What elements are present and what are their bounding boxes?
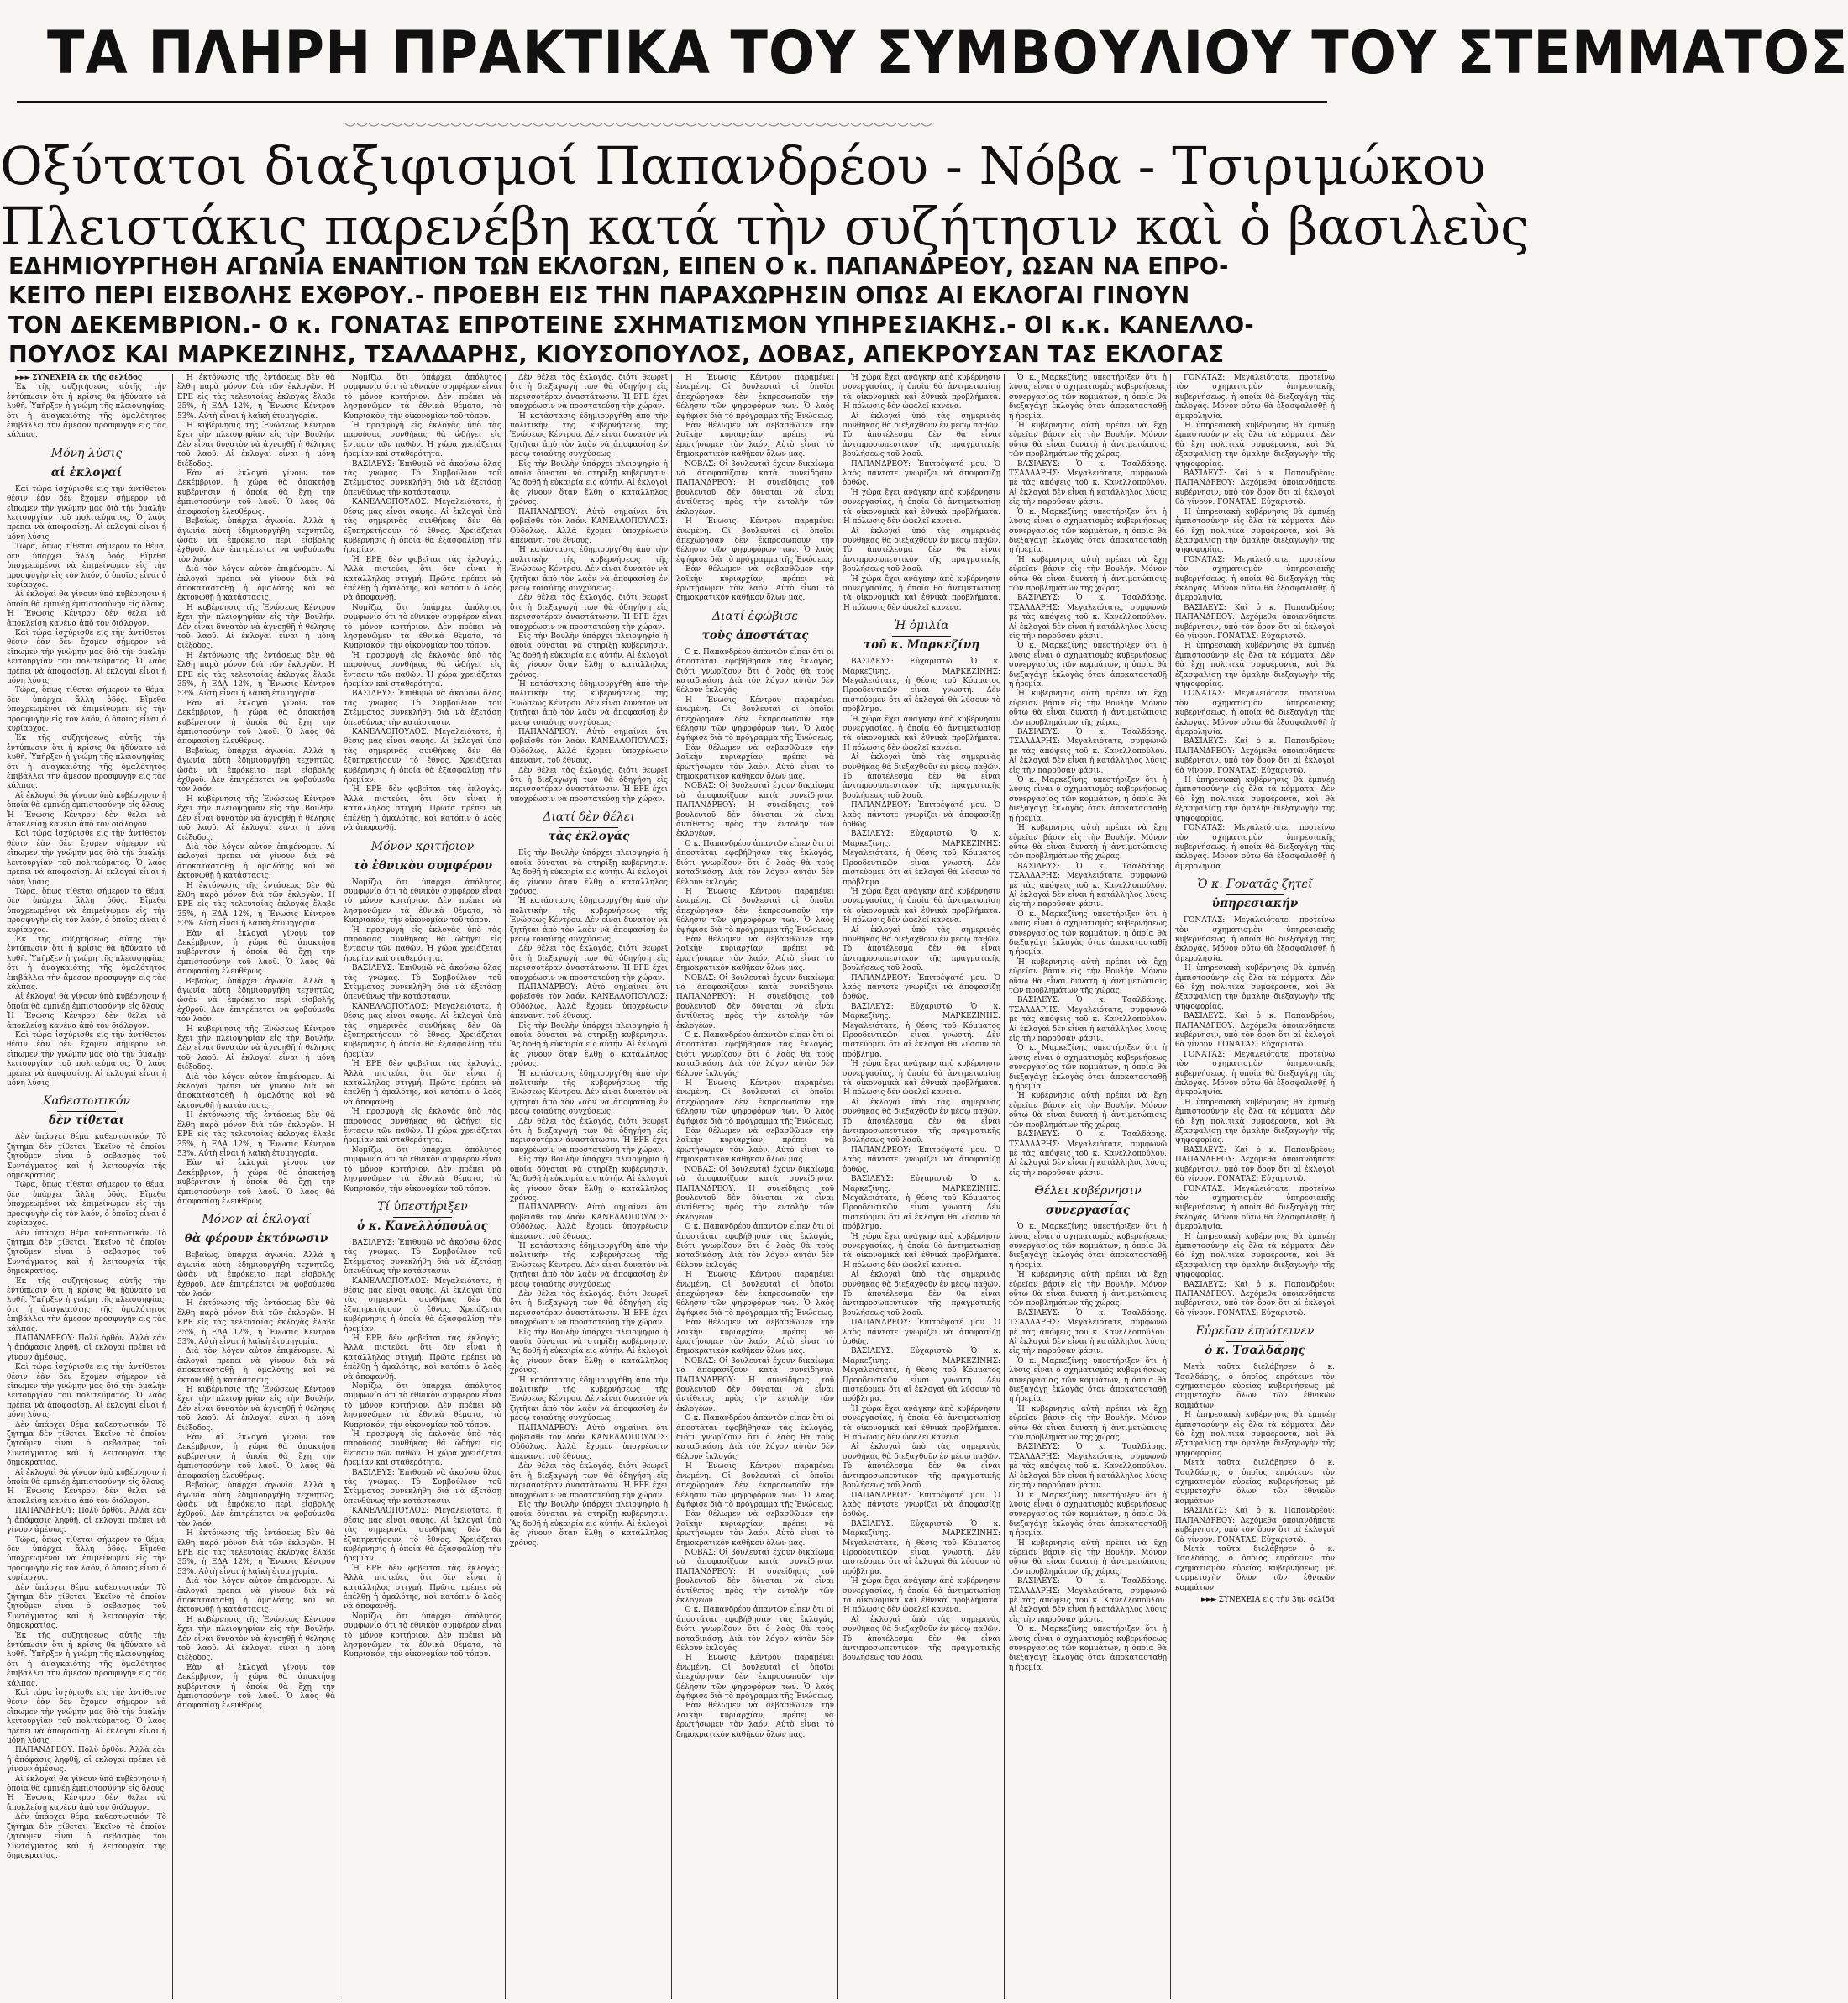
subhead-divider [1226,894,1284,895]
paragraph: Ἡ ὑπηρεσιακὴ κυβέρνησις θὰ ἐμπνέῃ ἐμπιστοσύνην εἰς ὅλα τὰ κόμματα. Δὲν θὰ ἔχῃ πολιτικὰ συμφέροντα, καὶ θὰ ἐξασφαλίσῃ τὴν ὁμαλὴν διεξαγωγὴν τῆς ψηφοφορίας. [1175,507,1335,555]
subhead-line-2: τὸ ἐθνικὸν συμφέρον [352,858,493,873]
paragraph: Ἡ προσφυγὴ εἰς ἐκλογὰς ὑπὸ τὰς παρούσας συνθήκας θὰ ὡδήγει εἰς ἔντασιν τῶν παθῶν. Ἡ χώρα χρειάζεται ἠρεμίαν καὶ σταθερότητα. [344,925,501,963]
paragraph: Ἐὰν θέλωμεν νὰ σεβασθῶμεν τὴν λαϊκὴν κυριαρχίαν, πρέπει νὰ ἐρωτήσωμεν τὸν λαόν. Αὐτὸ εἶναι τὸ δημοκρατικὸν καθῆκον ὅλων μας. [676,1319,834,1356]
subhead-line-2: τοὺς ἀποστάτας [701,628,809,642]
paragraph: Νομίζω, ὅτι ὑπάρχει ἀπόλυτος συμφωνία ὅτι τὸ ἐθνικὸν συμφέρον εἶναι τὸ μόνον κριτήριον. Δὲν πρέπει νὰ λησμονῶμεν τὰ ἐθνικὰ θέματα, τὸ Κυπριακόν, τὴν οἰκονομίαν τοῦ τόπου. [344,1382,501,1429]
paragraph: Ἡ χώρα ἔχει ἀνάγκην ἀπὸ κυβέρνησιν συνεργασίας, ἡ ὁποία θὰ ἀντιμετωπίσῃ τὰ οἰκονομικὰ καὶ ἐθνικὰ προβλήματα. Ἡ πόλωσις δὲν ὠφελεῖ κανένα. [843,887,1000,925]
paragraph: Δὲν θέλει τὰς ἐκλογάς, διότι θεωρεῖ ὅτι ἡ διεξαγωγή των θὰ ὁδηγήσῃ εἰς περισσοτέραν ἀναστάτωσιν. Ἡ ΕΡΕ ἔχει ὑποχρέωσιν νὰ προστατεύσῃ τὴν χώραν. [510,594,668,632]
deck-rule [17,370,1327,371]
paragraph: Ἡ ΕΡΕ δὲν φοβεῖται τὰς ἐκλογάς. Ἀλλὰ πιστεύει, ὅτι δὲν εἶναι ἡ κατάλληλος στιγμή. Πρῶτα πρέπει νὰ ἐπέλθῃ ἡ ὁμαλότης, καὶ κατόπιν ὁ λαὸς νὰ ἀποφανθῇ. [344,1334,501,1382]
paragraph: Ἐκ τῆς συζητήσεως αὐτῆς τὴν ἐντύπωσιν ὅτι ἡ κρίσις θὰ ἠδύνατο νὰ λυθῆ. Ὑπῆρξεν ἡ γνώμη τῆς πλειοψηφίας, ὅτι ἡ ἀναγκαιότης τῆς ὁμαλότητος ἐπιβάλλει τὴν ἄμεσον προσφυγὴν εἰς τὰς κάλπας. [7,383,166,440]
subhead-line-2: συνεργασίας [1045,1203,1131,1218]
paragraph: ΝΟΒΑΣ: Οἱ βουλευταὶ ἔχουν δικαίωμα νὰ ἀποφασίζουν κατὰ συνείδησιν. ΠΑΠΑΝΔΡΕΟΥ: Ἡ συνείδησις τοῦ βουλευτοῦ δὲν δύναται νὰ εἶναι ἀντίθετος πρὸς τὴν ἐντολὴν τῶν ἐκλογέων. [676,1165,834,1222]
deck-line: ΕΔΗΜΙΟΥΡΓΗΘΗ ΑΓΩΝΙΑ ΕΝΑΝΤΙΟΝ ΤΩΝ ΕΚΛΟΓΩΝ, ΕΙΠΕΝ Ο κ. ΠΑΠΑΝΔΡΕΟΥ, ΩΣΑΝ ΝΑ ΕΠΡΟ- [8,253,1229,280]
paragraph: ΒΑΣΙΛΕΥΣ: Ἐπιθυμῶ νὰ ἀκούσω ὅλας τὰς γνώμας. Τὸ Συμβούλιον τοῦ Στέμματος συνεκλήθη διὰ νὰ ἐξετάσῃ ὑπευθύνως τὴν κατάστασιν. [344,690,501,727]
paragraph: Ὁ κ. Παπανδρέου ἀπαντῶν εἶπεν ὅτι οἱ ἀποστάται ἐφοβήθησαν τὰς ἐκλογάς, διότι γνωρίζουν ὅτι ὁ λαὸς θὰ τοὺς καταδικάσῃ. Διὰ τὸν λόγον αὐτὸν δὲν θέλουν ἐκλογάς. [676,1606,834,1653]
paragraph: Ἐὰν αἱ ἐκλογαὶ γίνουν τὸν Δεκέμβριον, ἡ χώρα θὰ ἀποκτήσῃ κυβέρνησιν ἡ ὁποία θὰ ἔχῃ τὴν ἐμπιστοσύνην τοῦ λαοῦ. Ὁ λαὸς θὰ ἀποφασίσῃ ἐλευθέρως. [177,699,335,747]
paragraph: Ἐὰν θέλωμεν νὰ σεβασθῶμεν τὴν λαϊκὴν κυριαρχίαν, πρέπει νὰ ἐρωτήσωμεν τὸν λαόν. Αὐτὸ εἶναι τὸ δημοκρατικὸν καθῆκον ὅλων μας. [676,1127,834,1165]
paragraph: Ἡ κατάστασις ἐδημιουργήθη ἀπὸ τὴν πολιτικὴν τῆς κυβερνήσεως τῆς Ἑνώσεως Κέντρου. Δὲν εἶναι δυνατὸν νὰ ζητῆται ἀπὸ τὸν λαὸν νὰ ἀποφασίσῃ ἐν μέσῳ τοιαύτης συγχύσεως. [510,1241,668,1289]
paragraph: ΒΑΣΙΛΕΥΣ: Ἐπιθυμῶ νὰ ἀκούσω ὅλας τὰς γνώμας. Τὸ Συμβούλιον τοῦ Στέμματος συνεκλήθη διὰ νὰ ἐξετάσῃ ὑπευθύνως τὴν κατάστασιν. [344,1238,501,1277]
paragraph: ΒΑΣΙΛΕΥΣ: Ὁ κ. Τσαλδάρης. ΤΣΑΛΔΑΡΗΣ: Μεγαλειότατε, συμφωνῶ μὲ τὰς ἀπόψεις τοῦ κ. Κανελλοπούλου. Αἱ ἐκλογαὶ δὲν εἶναι ἡ κατάλληλος λύσις εἰς τὴν παροῦσαν φάσιν. [1009,1577,1167,1624]
paragraph: Νομίζω, ὅτι ὑπάρχει ἀπόλυτος συμφωνία ὅτι τὸ ἐθνικὸν συμφέρον εἶναι τὸ μόνον κριτήριον. Δὲν πρέπει νὰ λησμονῶμεν τὰ ἐθνικὰ θέματα, τὸ Κυπριακόν, τὴν οἰκονομίαν τοῦ τόπου. [344,603,501,651]
paragraph: Ἡ ὑπηρεσιακὴ κυβέρνησις θὰ ἐμπνέῃ ἐμπιστοσύνην εἰς ὅλα τὰ κόμματα. Δὲν θὰ ἔχῃ πολιτικὰ συμφέροντα, καὶ θὰ ἐξασφαλίσῃ τὴν ὁμαλὴν διεξαγωγὴν τῆς ψηφοφορίας. [1175,642,1335,689]
paragraph: Εἰς τὴν Βουλὴν ὑπάρχει πλειοψηφία ἡ ὁποία δύναται νὰ στηρίξῃ κυβέρνησιν. Ἂς δοθῇ ἡ εὐκαιρία εἰς αὐτήν. Αἱ ἐκλογαὶ ἂς γίνουν ὅταν ἔλθῃ ὁ κατάλληλος χρόνος. [510,849,668,896]
paragraph: ΒΑΣΙΛΕΥΣ: Καὶ ὁ κ. Παπανδρέου; ΠΑΠΑΝΔΡΕΟΥ: Δεχόμεθα ὁποιανδήποτε κυβέρνησιν, ὑπὸ τὸν ὅρον ὅτι αἱ ἐκλογαὶ θὰ γίνουν. ΓΟΝΑΤΑΣ: Εὐχαριστῶ. [1175,603,1335,641]
arrow-marker-icon: ►►► [15,374,30,382]
paragraph: Ἐὰν αἱ ἐκλογαὶ γίνουν τὸν Δεκέμβριον, ἡ χώρα θὰ ἀποκτήσῃ κυβέρνησιν ἡ ὁποία θὰ ἔχῃ τὴν ἐμπιστοσύνην τοῦ λαοῦ. Ὁ λαὸς θὰ ἀποφασίσῃ ἐλευθέρως. [177,1159,335,1206]
paragraph: Δὲν ὑπάρχει θέμα καθεστωτικόν. Τὸ ζήτημα δὲν τίθεται. Ἐκεῖνο τὸ ὁποῖον ζητοῦμεν εἶναι ὁ σεβασμὸς τοῦ Συντάγματος καὶ ἡ λειτουργία τῆς δημοκρατίας. [7,1420,166,1468]
paragraph: Ἡ Ἕνωσις Κέντρου παραμένει ἑνωμένη. Οἱ βουλευταὶ οἱ ὁποῖοι ἀπεχώρησαν δὲν ἐκπροσωποῦν τὴν θέλησιν τῶν ψηφοφόρων των. Ὁ λαὸς ἐψήφισε διὰ τὸ πρόγραμμα τῆς Ἑνώσεως. [676,374,834,421]
subhead-divider [393,1217,452,1218]
subhead-divider [559,827,618,828]
paragraph: Δὲν ὑπάρχει θέμα καθεστωτικόν. Τὸ ζήτημα δὲν τίθεται. Ἐκεῖνο τὸ ὁποῖον ζητοῦμεν εἶναι ὁ σεβασμὸς τοῦ Συντάγματος καὶ ἡ λειτουργία τῆς δημοκρατίας. [7,1813,166,1860]
paragraph: Ἐκ τῆς συζητήσεως αὐτῆς τὴν ἐντύπωσιν ὅτι ἡ κρίσις θὰ ἠδύνατο νὰ λυθῆ. Ὑπῆρξεν ἡ γνώμη τῆς πλειοψηφίας, ὅτι ἡ ἀναγκαιότης τῆς ὁμαλότητος ἐπιβάλλει τὴν ἄμεσον προσφυγὴν εἰς τὰς κάλπας. [7,1631,166,1688]
deck-summary [8,252,1315,370]
paragraph: Μετὰ ταῦτα διελάβησεν ὁ κ. Τσαλδάρης, ὁ ὁποῖος ἐπρότεινε τὸν σχηματισμὸν εὐρείας κυβερνήσεως μὲ συμμετοχὴν ὅλων τῶν ἐθνικῶν κομμάτων. [1175,1459,1335,1506]
paragraph: ΒΑΣΙΛΕΥΣ: Εὐχαριστῶ. Ὁ κ. Μαρκεζίνης. ΜΑΡΚΕΖΙΝΗΣ: Μεγαλειότατε, ἡ θέσις τοῦ Κόμματος Προοδευτικῶν εἶναι γνωστή. Δὲν πιστεύομεν ὅτι αἱ ἐκλογαὶ θὰ λύσουν τὸ πρόβλημα. [843,658,1000,715]
paragraph: ΒΑΣΙΛΕΥΣ: Ὁ κ. Τσαλδάρης. ΤΣΑΛΔΑΡΗΣ: Μεγαλειότατε, συμφωνῶ μὲ τὰς ἀπόψεις τοῦ κ. Κανελλοπούλου. Αἱ ἐκλογαὶ δὲν εἶναι ἡ κατάλληλος λύσις εἰς τὴν παροῦσαν φάσιν. [1009,862,1167,910]
paragraph: Ὁ κ. Παπανδρέου ἀπαντῶν εἶπεν ὅτι οἱ ἀποστάται ἐφοβήθησαν τὰς ἐκλογάς, διότι γνωρίζουν ὅτι ὁ λαὸς θὰ τοὺς καταδικάσῃ. Διὰ τὸν λόγον αὐτὸν δὲν θέλουν ἐκλογάς. [676,1223,834,1270]
paragraph: Ἡ κυβέρνησις αὐτὴ πρέπει νὰ ἔχῃ εὐρεῖαν βάσιν εἰς τὴν Βουλήν. Μόνον οὕτω θὰ εἶναι δυνατὴ ἡ ἀντιμετώπισις τῶν προβλημάτων τῆς χώρας. [1009,422,1167,459]
paragraph: ΓΟΝΑΤΑΣ: Μεγαλειότατε, προτείνω τὸν σχηματισμὸν ὑπηρεσιακῆς κυβερνήσεως, ἡ ὁποία θὰ διεξαγάγῃ τὰς ἐκλογάς. Μόνον οὕτω θὰ ἐξασφαλισθῇ ἡ ἀμεροληψία. [1175,916,1335,963]
paragraph: Ἐὰν αἱ ἐκλογαὶ γίνουν τὸν Δεκέμβριον, ἡ χώρα θὰ ἀποκτήσῃ κυβέρνησιν ἡ ὁποία θὰ ἔχῃ τὴν ἐμπιστοσύνην τοῦ λαοῦ. Ὁ λαὸς θὰ ἀποφασίσῃ ἐλευθέρως. [177,929,335,977]
subhead [1175,878,1335,911]
paragraph: ΒΑΣΙΛΕΥΣ: Καὶ ὁ κ. Παπανδρέου; ΠΑΠΑΝΔΡΕΟΥ: Δεχόμεθα ὁποιανδήποτε κυβέρνησιν, ὑπὸ τὸν ὅρον ὅτι αἱ ἐκλογαὶ θὰ γίνουν. ΓΟΝΑΤΑΣ: Εὐχαριστῶ. [1175,469,1335,507]
subhead-divider [892,636,951,637]
paragraph: Ἡ κυβέρνησις τῆς Ἑνώσεως Κέντρου ἔχει τὴν πλειοψηφίαν εἰς τὴν Βουλήν. Δὲν εἶναι δυνατὸν νὰ ἀγνοηθῇ ἡ θέλησις τοῦ λαοῦ. Αἱ ἐκλογαὶ εἶναι ἡ μόνη διέξοδος. [177,794,335,842]
paragraph: ΠΑΠΑΝΔΡΕΟΥ: Ἐπιτρέψατέ μου. Ὁ λαὸς πάντοτε γνωρίζει νὰ ἀποφασίζῃ ὀρθῶς. [843,801,1000,830]
paragraph: ΒΑΣΙΛΕΥΣ: Ὁ κ. Τσαλδάρης. ΤΣΑΛΔΑΡΗΣ: Μεγαλειότατε, συμφωνῶ μὲ τὰς ἀπόψεις τοῦ κ. Κανελλοπούλου. Αἱ ἐκλογαὶ δὲν εἶναι ἡ κατάλληλος λύσις εἰς τὴν παροῦσαν φάσιν. [1009,459,1167,507]
paragraph: Ὁ κ. Μαρκεζίνης ὑπεστήριξεν ὅτι ἡ λύσις εἶναι ὁ σχηματισμὸς κυβερνήσεως συνεργασίας τῶν κομμάτων, ἡ ὁποία θὰ διεξαγάγῃ ἐκλογὰς ὅταν ἀποκατασταθῇ ἡ ἠρεμία. [1009,1625,1167,1672]
paragraph: ΒΑΣΙΛΕΥΣ: Εὐχαριστῶ. Ὁ κ. Μαρκεζίνης. ΜΑΡΚΕΖΙΝΗΣ: Μεγαλειότατε, ἡ θέσις τοῦ Κόμματος Προοδευτικῶν εἶναι γνωστή. Δὲν πιστεύομεν ὅτι αἱ ἐκλογαὶ θὰ λύσουν τὸ πρόβλημα. [843,1002,1000,1059]
paragraph: ΒΑΣΙΛΕΥΣ: Εὐχαριστῶ. Ὁ κ. Μαρκεζίνης. ΜΑΡΚΕΖΙΝΗΣ: Μεγαλειότατε, ἡ θέσις τοῦ Κόμματος Προοδευτικῶν εἶναι γνωστή. Δὲν πιστεύομεν ὅτι αἱ ἐκλογαὶ θὰ λύσουν τὸ πρόβλημα. [843,1519,1000,1576]
subhead-line-1: Ἡ ὁμιλία [894,619,949,633]
paragraph: ΚΑΝΕΛΛΟΠΟΥΛΟΣ: Μεγαλειότατε, ἡ θέσις μας εἶναι σαφής. Αἱ ἐκλογαὶ ὑπὸ τὰς σημερινὰς συνθήκας δὲν θὰ ἐξυπηρετήσουν τὸ ἔθνος. Χρειάζεται κυβέρνησις ἡ ὁποία θὰ ἐξασφαλίσῃ τὴν ἠρεμίαν. [344,1507,501,1564]
paragraph: Εἰς τὴν Βουλὴν ὑπάρχει πλειοψηφία ἡ ὁποία δύναται νὰ στηρίξῃ κυβέρνησιν. Ἂς δοθῇ ἡ εὐκαιρία εἰς αὐτήν. Αἱ ἐκλογαὶ ἂς γίνουν ὅταν ἔλθῃ ὁ κατάλληλος χρόνος. [510,459,668,507]
subhead [7,447,166,480]
paragraph: ΠΑΠΑΝΔΡΕΟΥ: Ἐπιτρέψατέ μου. Ὁ λαὸς πάντοτε γνωρίζει νὰ ἀποφασίζῃ ὀρθῶς. [843,459,1000,488]
paragraph: ΒΑΣΙΛΕΥΣ: Εὐχαριστῶ. Ὁ κ. Μαρκεζίνης. ΜΑΡΚΕΖΙΝΗΣ: Μεγαλειότατε, ἡ θέσις τοῦ Κόμματος Προοδευτικῶν εἶναι γνωστή. Δὲν πιστεύομεν ὅτι αἱ ἐκλογαὶ θὰ λύσουν τὸ πρόβλημα. [843,1347,1000,1404]
paragraph: Διὰ τὸν λόγον αὐτὸν ἐπιμένομεν. Αἱ ἐκλογαὶ πρέπει νὰ γίνουν διὰ νὰ ἀποκατασταθῇ ἡ ὁμαλότης καὶ νὰ ἐκτονωθῇ ἡ κατάστασις. [177,1072,335,1110]
paragraph: Ἡ ΕΡΕ δὲν φοβεῖται τὰς ἐκλογάς. Ἀλλὰ πιστεύει, ὅτι δὲν εἶναι ἡ κατάλληλος στιγμή. Πρῶτα πρέπει νὰ ἐπέλθῃ ἡ ὁμαλότης, καὶ κατόπιν ὁ λαὸς νὰ ἀποφανθῇ. [344,1060,501,1107]
paragraph: Ἡ κυβέρνησις τῆς Ἑνώσεως Κέντρου ἔχει τὴν πλειοψηφίαν εἰς τὴν Βουλήν. Δὲν εἶναι δυνατὸν νὰ ἀγνοηθῇ ἡ θέλησις τοῦ λαοῦ. Αἱ ἐκλογαὶ εἶναι ἡ μόνη διέξοδος. [177,1386,335,1433]
subhead [676,610,834,643]
paragraph: Ἡ χώρα ἔχει ἀνάγκην ἀπὸ κυβέρνησιν συνεργασίας, ἡ ὁποία θὰ ἀντιμετωπίσῃ τὰ οἰκονομικὰ καὶ ἐθνικὰ προβλήματα. Ἡ πόλωσις δὲν ὠφελεῖ κανένα. [843,1404,1000,1443]
subhead [510,810,668,844]
paragraph: ΝΟΒΑΣ: Οἱ βουλευταὶ ἔχουν δικαίωμα νὰ ἀποφασίζουν κατὰ συνείδησιν. ΠΑΠΑΝΔΡΕΟΥ: Ἡ συνείδησις τοῦ βουλευτοῦ δὲν δύναται νὰ εἶναι ἀντίθετος πρὸς τὴν ἐντολὴν τῶν ἐκλογέων. [676,1356,834,1413]
paragraph: Δὲν θέλει τὰς ἐκλογάς, διότι θεωρεῖ ὅτι ἡ διεξαγωγή των θὰ ὁδηγήσῃ εἰς περισσοτέραν ἀναστάτωσιν. Ἡ ΕΡΕ ἔχει ὑποχρέωσιν νὰ προστατεύσῃ τὴν χώραν. [510,766,668,804]
column-5 [676,374,834,1999]
paragraph: Ἡ ὑπηρεσιακὴ κυβέρνησις θὰ ἐμπνέῃ ἐμπιστοσύνην εἰς ὅλα τὰ κόμματα. Δὲν θὰ ἔχῃ πολιτικὰ συμφέροντα, καὶ θὰ ἐξασφαλίσῃ τὴν ὁμαλὴν διεξαγωγὴν τῆς ψηφοφορίας. [1175,1411,1335,1458]
paragraph: ΒΑΣΙΛΕΥΣ: Ἐπιθυμῶ νὰ ἀκούσω ὅλας τὰς γνώμας. Τὸ Συμβούλιον τοῦ Στέμματος συνεκλήθη διὰ νὰ ἐξετάσῃ ὑπευθύνως τὴν κατάστασιν. [344,459,501,497]
paragraph: Ἡ ἐκτόνωσις τῆς ἐντάσεως δὲν θὰ ἔλθῃ παρὰ μόνον διὰ τῶν ἐκλογῶν. Ἡ ΕΡΕ εἰς τὰς τελευταίας ἐκλογὰς ἔλαβε 35%, ἡ ΕΔΑ 12%, ἡ Ἕνωσις Κέντρου 53%. Αὐτὴ εἶναι ἡ λαϊκὴ ἐτυμηγορία. [177,374,335,421]
subhead-line-2: ὁ κ. Τσαλδάρης [1205,1344,1305,1358]
paragraph: Αἱ ἐκλογαὶ ὑπὸ τὰς σημερινὰς συνθήκας θὰ διεξαχθοῦν ἐν μέσῳ παθῶν. Τὸ ἀποτέλεσμα δὲν θὰ εἶναι ἀντιπροσωπευτικὸν τῆς πραγματικῆς βουλήσεως τοῦ λαοῦ. [843,412,1000,459]
paragraph: Ἐὰν αἱ ἐκλογαὶ γίνουν τὸν Δεκέμβριον, ἡ χώρα θὰ ἀποκτήσῃ κυβέρνησιν ἡ ὁποία θὰ ἔχῃ τὴν ἐμπιστοσύνην τοῦ λαοῦ. Ὁ λαὸς θὰ ἀποφασίσῃ ἐλευθέρως. [177,469,335,516]
paragraph: Εἰς τὴν Βουλὴν ὑπάρχει πλειοψηφία ἡ ὁποία δύναται νὰ στηρίξῃ κυβέρνησιν. Ἂς δοθῇ ἡ εὐκαιρία εἰς αὐτήν. Αἱ ἐκλογαὶ ἂς γίνουν ὅταν ἔλθῃ ὁ κατάλληλος χρόνος. [510,1500,668,1548]
paragraph: Ὁ κ. Μαρκεζίνης ὑπεστήριξεν ὅτι ἡ λύσις εἶναι ὁ σχηματισμὸς κυβερνήσεως συνεργασίας τῶν κομμάτων, ἡ ὁποία θὰ διεξαγάγῃ ἐκλογὰς ὅταν ἀποκατασταθῇ ἡ ἠρεμία. [1009,507,1167,555]
paragraph: Αἱ ἐκλογαὶ ὑπὸ τὰς σημερινὰς συνθήκας θὰ διεξαχθοῦν ἐν μέσῳ παθῶν. Τὸ ἀποτέλεσμα δὲν θὰ εἶναι ἀντιπροσωπευτικὸν τῆς πραγματικῆς βουλήσεως τοῦ λαοῦ. [843,1271,1000,1318]
paragraph: ΝΟΒΑΣ: Οἱ βουλευταὶ ἔχουν δικαίωμα νὰ ἀποφασίζουν κατὰ συνείδησιν. ΠΑΠΑΝΔΡΕΟΥ: Ἡ συνείδησις τοῦ βουλευτοῦ δὲν δύναται νὰ εἶναι ἀντίθετος πρὸς τὴν ἐντολὴν τῶν ἐκλογέων. [676,459,834,516]
paragraph: Νομίζω, ὅτι ὑπάρχει ἀπόλυτος συμφωνία ὅτι τὸ ἐθνικὸν συμφέρον εἶναι τὸ μόνον κριτήριον. Δὲν πρέπει νὰ λησμονῶμεν τὰ ἐθνικὰ θέματα, τὸ Κυπριακόν, τὴν οἰκονομίαν τοῦ τόπου. [344,878,501,925]
paragraph: Καὶ τώρα ἰσχύρισθε εἰς τὴν ἀντίθετον θέσιν ἐὰν δὲν ἔχομεν σήμερον νὰ εἴπωμεν τὴν γνώμην μας διὰ τὴν ὁμαλὴν λειτουργίαν τοῦ πολιτεύματος. Ὁ λαὸς πρέπει νὰ ἀποφασίσῃ. Αἱ ἐκλογαὶ εἶναι ἡ μόνη λύσις. [7,628,166,685]
paragraph: Ἡ ὑπηρεσιακὴ κυβέρνησις θὰ ἐμπνέῃ ἐμπιστοσύνην εἰς ὅλα τὰ κόμματα. Δὲν θὰ ἔχῃ πολιτικὰ συμφέροντα, καὶ θὰ ἐξασφαλίσῃ τὴν ὁμαλὴν διεξαγωγὴν τῆς ψηφοφορίας. [1175,1232,1335,1280]
paragraph: Ἡ κατάστασις ἐδημιουργήθη ἀπὸ τὴν πολιτικὴν τῆς κυβερνήσεως τῆς Ἑνώσεως Κέντρου. Δὲν εἶναι δυνατὸν νὰ ζητῆται ἀπὸ τὸν λαὸν νὰ ἀποφασίσῃ ἐν μέσῳ τοιαύτης συγχύσεως. [510,546,668,593]
subheadline-2: Πλειστάκις παρενέβη κατά τὴν συζήτησιν καὶ ὁ βασιλεὺς [0,196,1530,257]
paragraph: Ἡ κυβέρνησις τῆς Ἑνώσεως Κέντρου ἔχει τὴν πλειοψηφίαν εἰς τὴν Βουλήν. Δὲν εἶναι δυνατὸν νὰ ἀγνοηθῇ ἡ θέλησις τοῦ λαοῦ. Αἱ ἐκλογαὶ εἶναι ἡ μόνη διέξοδος. [177,1025,335,1072]
subhead-divider [1058,1201,1117,1202]
subhead-line-2: αἱ ἐκλογαί [50,465,123,480]
subhead-divider [57,1111,116,1112]
paragraph: Ἡ Ἕνωσις Κέντρου παραμένει ἑνωμένη. Οἱ βουλευταὶ οἱ ὁποῖοι ἀπεχώρησαν δὲν ἐκπροσωποῦν τὴν θέλησιν τῶν ψηφοφόρων των. Ὁ λαὸς ἐψήφισε διὰ τὸ πρόγραμμα τῆς Ἑνώσεως. [676,887,834,935]
paragraph: Δὲν ὑπάρχει θέμα καθεστωτικόν. Τὸ ζήτημα δὲν τίθεται. Ἐκεῖνο τὸ ὁποῖον ζητοῦμεν εἶναι ὁ σεβασμὸς τοῦ Συντάγματος καὶ ἡ λειτουργία τῆς δημοκρατίας. [7,1229,166,1277]
paragraph: ΒΑΣΙΛΕΥΣ: Εὐχαριστῶ. Ὁ κ. Μαρκεζίνης. ΜΑΡΚΕΖΙΝΗΣ: Μεγαλειότατε, ἡ θέσις τοῦ Κόμματος Προοδευτικῶν εἶναι γνωστή. Δὲν πιστεύομεν ὅτι αἱ ἐκλογαὶ θὰ λύσουν τὸ πρόβλημα. [843,830,1000,887]
paragraph: Αἱ ἐκλογαὶ θὰ γίνουν ὑπὸ κυβέρνησιν ἡ ὁποία θὰ ἐμπνέῃ ἐμπιστοσύνην εἰς ὅλους. Ἡ Ἕνωσις Κέντρου δὲν θέλει νὰ ἀποκλείσῃ κανένα ἀπὸ τὸν διάλογον. [7,1775,166,1812]
paragraph: Καὶ τώρα ἰσχύρισθε εἰς τὴν ἀντίθετον θέσιν ἐὰν δὲν ἔχομεν σήμερον νὰ εἴπωμεν τὴν γνώμην μας διὰ τὴν ὁμαλὴν λειτουργίαν τοῦ πολιτεύματος. Ὁ λαὸς πρέπει νὰ ἀποφασίσῃ. Αἱ ἐκλογαὶ εἶναι ἡ μόνη λύσις. [7,1031,166,1088]
paragraph: ΒΑΣΙΛΕΥΣ: Καὶ ὁ κ. Παπανδρέου; ΠΑΠΑΝΔΡΕΟΥ: Δεχόμεθα ὁποιανδήποτε κυβέρνησιν, ὑπὸ τὸν ὅρον ὅτι αἱ ἐκλογαὶ θὰ γίνουν. ΓΟΝΑΤΑΣ: Εὐχαριστῶ. [1175,1507,1335,1544]
paragraph: Τώρα, ὅπως τίθεται σήμερον τὸ θέμα, δὲν ὑπάρχει ἄλλη ὁδός. Εἴμεθα ὑποχρεωμένοι νὰ ἐπιμείνωμεν εἰς τὴν προσφυγὴν εἰς τὸν λαόν, ὁ ὁποῖος εἶναι ὁ κυρίαρχος. [7,1181,166,1229]
paragraph: Ὁ κ. Μαρκεζίνης ὑπεστήριξεν ὅτι ἡ λύσις εἶναι ὁ σχηματισμὸς κυβερνήσεως συνεργασίας τῶν κομμάτων, ἡ ὁποία θὰ διεξαγάγῃ ἐκλογὰς ὅταν ἀποκατασταθῇ ἡ ἠρεμία. [1009,1223,1167,1270]
paragraph: Ἡ χώρα ἔχει ἀνάγκην ἀπὸ κυβέρνησιν συνεργασίας, ἡ ὁποία θὰ ἀντιμετωπίσῃ τὰ οἰκονομικὰ καὶ ἐθνικὰ προβλήματα. Ἡ πόλωσις δὲν ὠφελεῖ κανένα. [843,1060,1000,1098]
paragraph: ΝΟΒΑΣ: Οἱ βουλευταὶ ἔχουν δικαίωμα νὰ ἀποφασίζουν κατὰ συνείδησιν. ΠΑΠΑΝΔΡΕΟΥ: Ἡ συνείδησις τοῦ βουλευτοῦ δὲν δύναται νὰ εἶναι ἀντίθετος πρὸς τὴν ἐντολὴν τῶν ἐκλογέων. [676,973,834,1030]
subheadline-1: Οξύτατοι διαξιφισμοί Παπανδρέου - Νόβα - Τσιριμώκου [0,135,1486,197]
paragraph: Νομίζω, ὅτι ὑπάρχει ἀπόλυτος συμφωνία ὅτι τὸ ἐθνικὸν συμφέρον εἶναι τὸ μόνον κριτήριον. Δὲν πρέπει νὰ λησμονῶμεν τὰ ἐθνικὰ θέματα, τὸ Κυπριακόν, τὴν οἰκονομίαν τοῦ τόπου. [344,374,501,421]
subhead [177,1213,335,1246]
paragraph: Ἡ κυβέρνησις αὐτὴ πρέπει νὰ ἔχῃ εὐρεῖαν βάσιν εἰς τὴν Βουλήν. Μόνον οὕτω θὰ εἶναι δυνατὴ ἡ ἀντιμετώπισις τῶν προβλημάτων τῆς χώρας. [1009,824,1167,862]
paragraph: Αἱ ἐκλογαὶ ὑπὸ τὰς σημερινὰς συνθήκας θὰ διεξαχθοῦν ἐν μέσῳ παθῶν. Τὸ ἀποτέλεσμα δὲν θὰ εἶναι ἀντιπροσωπευτικὸν τῆς πραγματικῆς βουλήσεως τοῦ λαοῦ. [843,1098,1000,1146]
subhead-line-2: δὲν τίθεται [48,1114,125,1128]
paragraph: Τώρα, ὅπως τίθεται σήμερον τὸ θέμα, δὲν ὑπάρχει ἄλλη ὁδός. Εἴμεθα ὑποχρεωμένοι νὰ ἐπιμείνωμεν εἰς τὴν προσφυγὴν εἰς τὸν λαόν, ὁ ὁποῖος εἶναι ὁ κυρίαρχος. [7,1535,166,1583]
paragraph: Ἐκ τῆς συζητήσεως αὐτῆς τὴν ἐντύπωσιν ὅτι ἡ κρίσις θὰ ἠδύνατο νὰ λυθῆ. Ὑπῆρξεν ἡ γνώμη τῆς πλειοψηφίας, ὅτι ἡ ἀναγκαιότης τῆς ὁμαλότητος ἐπιβάλλει τὴν ἄμεσον προσφυγὴν εἰς τὰς κάλπας. [7,1277,166,1334]
paragraph: Ὁ κ. Παπανδρέου ἀπαντῶν εἶπεν ὅτι οἱ ἀποστάται ἐφοβήθησαν τὰς ἐκλογάς, διότι γνωρίζουν ὅτι ὁ λαὸς θὰ τοὺς καταδικάσῃ. Διὰ τὸν λόγον αὐτὸν δὲν θέλουν ἐκλογάς. [676,1031,834,1078]
paragraph: Ἡ Ἕνωσις Κέντρου παραμένει ἑνωμένη. Οἱ βουλευταὶ οἱ ὁποῖοι ἀπεχώρησαν δὲν ἐκπροσωποῦν τὴν θέλησιν τῶν ψηφοφόρων των. Ὁ λαὸς ἐψήφισε διὰ τὸ πρόγραμμα τῆς Ἑνώσεως. [676,1462,834,1509]
paragraph: Εἰς τὴν Βουλὴν ὑπάρχει πλειοψηφία ἡ ὁποία δύναται νὰ στηρίξῃ κυβέρνησιν. Ἂς δοθῇ ἡ εὐκαιρία εἰς αὐτήν. Αἱ ἐκλογαὶ ἂς γίνουν ὅταν ἔλθῃ ὁ κατάλληλος χρόνος. [510,1021,668,1069]
subhead-line-2: ὁ κ. Κανελλόπουλος [357,1219,488,1233]
paragraph: Ἡ χώρα ἔχει ἀνάγκην ἀπὸ κυβέρνησιν συνεργασίας, ἡ ὁποία θὰ ἀντιμετωπίσῃ τὰ οἰκονομικὰ καὶ ἐθνικὰ προβλήματα. Ἡ πόλωσις δὲν ὠφελεῖ κανένα. [843,1577,1000,1615]
paragraph: Ἐκ τῆς συζητήσεως αὐτῆς τὴν ἐντύπωσιν ὅτι ἡ κρίσις θὰ ἠδύνατο νὰ λυθῆ. Ὑπῆρξεν ἡ γνώμη τῆς πλειοψηφίας, ὅτι ἡ ἀναγκαιότης τῆς ὁμαλότητος ἐπιβάλλει τὴν ἄμεσον προσφυγὴν εἰς τὰς κάλπας. [7,935,166,992]
paragraph: Ἡ προσφυγὴ εἰς ἐκλογὰς ὑπὸ τὰς παρούσας συνθήκας θὰ ὡδήγει εἰς ἔντασιν τῶν παθῶν. Ἡ χώρα χρειάζεται ἠρεμίαν καὶ σταθερότητα. [344,1108,501,1146]
paragraph: ΒΑΣΙΛΕΥΣ: Ὁ κ. Τσαλδάρης. ΤΣΑΛΔΑΡΗΣ: Μεγαλειότατε, συμφωνῶ μὲ τὰς ἀπόψεις τοῦ κ. Κανελλοπούλου. Αἱ ἐκλογαὶ δὲν εἶναι ἡ κατάλληλος λύσις εἰς τὴν παροῦσαν φάσιν. [1009,996,1167,1044]
subhead-line-1: Διατί δὲν θέλει [543,810,635,825]
paragraph: Ἡ κατάστασις ἐδημιουργήθη ἀπὸ τὴν πολιτικὴν τῆς κυβερνήσεως τῆς Ἑνώσεως Κέντρου. Δὲν εἶναι δυνατὸν νὰ ζητῆται ἀπὸ τὸν λαὸν νὰ ἀποφασίσῃ ἐν μέσῳ τοιαύτης συγχύσεως. [510,897,668,944]
continuation-note: ΣΥΝΕΧΕΙΑ εἰς τὴν 3ην σελίδα [1218,1595,1335,1604]
paragraph: Διὰ τὸν λόγον αὐτὸν ἐπιμένομεν. Αἱ ἐκλογαὶ πρέπει νὰ γίνουν διὰ νὰ ἀποκατασταθῇ ἡ ὁμαλότης καὶ νὰ ἐκτονωθῇ ἡ κατάστασις. [177,842,335,881]
paragraph: Αἱ ἐκλογαὶ θὰ γίνουν ὑπὸ κυβέρνησιν ἡ ὁποία θὰ ἐμπνέῃ ἐμπιστοσύνην εἰς ὅλους. Ἡ Ἕνωσις Κέντρου δὲν θέλει νὰ ἀποκλείσῃ κανένα ἀπὸ τὸν διάλογον. [7,590,166,628]
paragraph: Ἐκ τῆς συζητήσεως αὐτῆς τὴν ἐντύπωσιν ὅτι ἡ κρίσις θὰ ἠδύνατο νὰ λυθῆ. Ὑπῆρξεν ἡ γνώμη τῆς πλειοψηφίας, ὅτι ἡ ἀναγκαιότης τῆς ὁμαλότητος ἐπιβάλλει τὴν ἄμεσον προσφυγὴν εἰς τὰς κάλπας. [7,734,166,791]
paragraph: ΠΑΠΑΝΔΡΕΟΥ: Ἐπιτρέψατέ μου. Ὁ λαὸς πάντοτε γνωρίζει νὰ ἀποφασίζῃ ὀρθῶς. [843,1491,1000,1519]
paragraph: Αἱ ἐκλογαὶ ὑπὸ τὰς σημερινὰς συνθήκας θὰ διεξαχθοῦν ἐν μέσῳ παθῶν. Τὸ ἀποτέλεσμα δὲν θὰ εἶναι ἀντιπροσωπευτικὸν τῆς πραγματικῆς βουλήσεως τοῦ λαοῦ. [843,1615,1000,1663]
subhead-line-2: θὰ φέρουν ἐκτόνωσιν [184,1232,328,1246]
paragraph: ΒΑΣΙΛΕΥΣ: Ὁ κ. Τσαλδάρης. ΤΣΑΛΔΑΡΗΣ: Μεγαλειότατε, συμφωνῶ μὲ τὰς ἀπόψεις τοῦ κ. Κανελλοπούλου. Αἱ ἐκλογαὶ δὲν εἶναι ἡ κατάλληλος λύσις εἰς τὴν παροῦσαν φάσιν. [1009,1130,1167,1177]
paragraph: ΠΑΠΑΝΔΡΕΟΥ: Πολὺ ὀρθὸν. Ἀλλὰ ἐὰν ἡ ἀπόφασις ληφθῆ, αἱ ἐκλογαὶ πρέπει νὰ γίνουν ἀμέσως. [7,1507,166,1535]
subhead [1009,1184,1167,1218]
paragraph: Καὶ τώρα ἰσχύρισθε εἰς τὴν ἀντίθετον θέσιν ἐὰν δὲν ἔχομεν σήμερον νὰ εἴπωμεν τὴν γνώμην μας διὰ τὴν ὁμαλὴν λειτουργίαν τοῦ πολιτεύματος. Ὁ λαὸς πρέπει νὰ ἀποφασίσῃ. Αἱ ἐκλογαὶ εἶναι ἡ μόνη λύσις. [7,830,166,887]
paragraph: Ὁ κ. Μαρκεζίνης ὑπεστήριξεν ὅτι ἡ λύσις εἶναι ὁ σχηματισμὸς κυβερνήσεως συνεργασίας τῶν κομμάτων, ἡ ὁποία θὰ διεξαγάγῃ ἐκλογὰς ὅταν ἀποκατασταθῇ ἡ ἠρεμία. [1009,776,1167,823]
paragraph: Αἱ ἐκλογαὶ ὑπὸ τὰς σημερινὰς συνθήκας θὰ διεξαχθοῦν ἐν μέσῳ παθῶν. Τὸ ἀποτέλεσμα δὲν θὰ εἶναι ἀντιπροσωπευτικὸν τῆς πραγματικῆς βουλήσεως τοῦ λαοῦ. [843,527,1000,574]
paragraph: ΒΑΣΙΛΕΥΣ: Ὁ κ. Τσαλδάρης. ΤΣΑΛΔΑΡΗΣ: Μεγαλειότατε, συμφωνῶ μὲ τὰς ἀπόψεις τοῦ κ. Κανελλοπούλου. Αἱ ἐκλογαὶ δὲν εἶναι ἡ κατάλληλος λύσις εἰς τὴν παροῦσαν φάσιν. [1009,1308,1167,1356]
subhead-line-2: τοῦ κ. Μαρκεζίνη [863,638,980,653]
subhead [7,1094,166,1128]
paragraph: Δὲν θέλει τὰς ἐκλογάς, διότι θεωρεῖ ὅτι ἡ διεξαγωγή των θὰ ὁδηγήσῃ εἰς περισσοτέραν ἀναστάτωσιν. Ἡ ΕΡΕ ἔχει ὑποχρέωσιν νὰ προστατεύσῃ τὴν χώραν. [510,1462,668,1500]
paragraph: ΠΑΠΑΝΔΡΕΟΥ: Ἐπιτρέψατέ μου. Ὁ λαὸς πάντοτε γνωρίζει νὰ ἀποφασίζῃ ὀρθῶς. [843,1146,1000,1174]
paragraph: Ὁ κ. Παπανδρέου ἀπαντῶν εἶπεν ὅτι οἱ ἀποστάται ἐφοβήθησαν τὰς ἐκλογάς, διότι γνωρίζουν ὅτι ὁ λαὸς θὰ τοὺς καταδικάσῃ. Διὰ τὸν λόγον αὐτὸν δὲν θέλουν ἐκλογάς. [676,648,834,695]
paragraph: ΠΑΠΑΝΔΡΕΟΥ: Αὐτὸ σημαίνει ὅτι φοβεῖσθε τὸν λαόν. ΚΑΝΕΛΛΟΠΟΥΛΟΣ: Οὐδόλως. Ἀλλὰ ἔχομεν ὑποχρέωσιν ἀπέναντι τοῦ ἔθνους. [510,1203,668,1241]
paragraph: Ἡ κυβέρνησις τῆς Ἑνώσεως Κέντρου ἔχει τὴν πλειοψηφίαν εἰς τὴν Βουλήν. Δὲν εἶναι δυνατὸν νὰ ἀγνοηθῇ ἡ θέλησις τοῦ λαοῦ. Αἱ ἐκλογαὶ εἶναι ἡ μόνη διέξοδος. [177,603,335,651]
deck-line: ΚΕΙΤΟ ΠΕΡΙ ΕΙΣΒΟΛΗΣ ΕΧΘΡΟΥ.- ΠΡΟΕΒΗ ΕΙΣ ΤΗΝ ΠΑΡΑΧΩΡΗΣΙΝ ΟΠΩΣ ΑΙ ΕΚΛΟΓΑΙ ΓΙΝΟΥΝ [8,282,1190,309]
column-7 [1009,374,1167,1999]
subhead-line-1: Θέλει κυβέρνησιν [1034,1184,1142,1198]
paragraph: Ὁ κ. Παπανδρέου ἀπαντῶν εἶπεν ὅτι οἱ ἀποστάται ἐφοβήθησαν τὰς ἐκλογάς, διότι γνωρίζουν ὅτι ὁ λαὸς θὰ τοὺς καταδικάσῃ. Διὰ τὸν λόγον αὐτὸν δὲν θέλουν ἐκλογάς. [676,1414,834,1461]
paragraph: Ἡ χώρα ἔχει ἀνάγκην ἀπὸ κυβέρνησιν συνεργασίας, ἡ ὁποία θὰ ἀντιμετωπίσῃ τὰ οἰκονομικὰ καὶ ἐθνικὰ προβλήματα. Ἡ πόλωσις δὲν ὠφελεῖ κανένα. [843,715,1000,752]
paragraph: Ἡ ἐκτόνωσις τῆς ἐντάσεως δὲν θὰ ἔλθῃ παρὰ μόνον διὰ τῶν ἐκλογῶν. Ἡ ΕΡΕ εἰς τὰς τελευταίας ἐκλογὰς ἔλαβε 35%, ἡ ΕΔΑ 12%, ἡ Ἕνωσις Κέντρου 53%. Αὐτὴ εἶναι ἡ λαϊκὴ ἐτυμηγορία. [177,1111,335,1158]
paragraph: Ἡ κυβέρνησις αὐτὴ πρέπει νὰ ἔχῃ εὐρεῖαν βάσιν εἰς τὴν Βουλήν. Μόνον οὕτω θὰ εἶναι δυνατὴ ἡ ἀντιμετώπισις τῶν προβλημάτων τῆς χώρας. [1009,555,1167,593]
paragraph: Ἡ κυβέρνησις αὐτὴ πρέπει νὰ ἔχῃ εὐρεῖαν βάσιν εἰς τὴν Βουλήν. Μόνον οὕτω θὰ εἶναι δυνατὴ ἡ ἀντιμετώπισις τῶν προβλημάτων τῆς χώρας. [1009,1539,1167,1576]
subhead [344,1200,501,1234]
paragraph: Ἡ χώρα ἔχει ἀνάγκην ἀπὸ κυβέρνησιν συνεργασίας, ἡ ὁποία θὰ ἀντιμετωπίσῃ τὰ οἰκονομικὰ καὶ ἐθνικὰ προβλήματα. Ἡ πόλωσις δὲν ὠφελεῖ κανένα. [843,374,1000,412]
paragraph: Ἡ ἐκτόνωσις τῆς ἐντάσεως δὲν θὰ ἔλθῃ παρὰ μόνον διὰ τῶν ἐκλογῶν. Ἡ ΕΡΕ εἰς τὰς τελευταίας ἐκλογὰς ἔλαβε 35%, ἡ ΕΔΑ 12%, ἡ Ἕνωσις Κέντρου 53%. Αὐτὴ εἶναι ἡ λαϊκὴ ἐτυμηγορία. [177,881,335,929]
paragraph: Ἡ ὑπηρεσιακὴ κυβέρνησις θὰ ἐμπνέῃ ἐμπιστοσύνην εἰς ὅλα τὰ κόμματα. Δὲν θὰ ἔχῃ πολιτικὰ συμφέροντα, καὶ θὰ ἐξασφαλίσῃ τὴν ὁμαλὴν διεξαγωγὴν τῆς ψηφοφορίας. [1175,964,1335,1011]
paragraph: Διὰ τὸν λόγον αὐτὸν ἐπιμένομεν. Αἱ ἐκλογαὶ πρέπει νὰ γίνουν διὰ νὰ ἀποκατασταθῇ ἡ ὁμαλότης καὶ νὰ ἐκτονωθῇ ἡ κατάστασις. [177,1347,335,1385]
paragraph: Τώρα, ὅπως τίθεται σήμερον τὸ θέμα, δὲν ὑπάρχει ἄλλη ὁδός. Εἴμεθα ὑποχρεωμένοι νὰ ἐπιμείνωμεν εἰς τὴν προσφυγὴν εἰς τὸν λαόν, ὁ ὁποῖος εἶναι ὁ κυρίαρχος. [7,887,166,935]
paragraph: ΠΑΠΑΝΔΡΕΟΥ: Αὐτὸ σημαίνει ὅτι φοβεῖσθε τὸν λαόν. ΚΑΝΕΛΛΟΠΟΥΛΟΣ: Οὐδόλως. Ἀλλὰ ἔχομεν ὑποχρέωσιν ἀπέναντι τοῦ ἔθνους. [510,507,668,545]
paragraph: ΒΑΣΙΛΕΥΣ: Καὶ ὁ κ. Παπανδρέου; ΠΑΠΑΝΔΡΕΟΥ: Δεχόμεθα ὁποιανδήποτε κυβέρνησιν, ὑπὸ τὸν ὅρον ὅτι αἱ ἐκλογαὶ θὰ γίνουν. ΓΟΝΑΤΑΣ: Εὐχαριστῶ. [1175,1280,1335,1318]
paragraph: Ὁ κ. Μαρκεζίνης ὑπεστήριξεν ὅτι ἡ λύσις εἶναι ὁ σχηματισμὸς κυβερνήσεως συνεργασίας τῶν κομμάτων, ἡ ὁποία θὰ διεξαγάγῃ ἐκλογὰς ὅταν ἀποκατασταθῇ ἡ ἠρεμία. [1009,1356,1167,1404]
column-3 [344,374,501,1999]
paragraph: Ἡ ὑπηρεσιακὴ κυβέρνησις θὰ ἐμπνέῃ ἐμπιστοσύνην εἰς ὅλα τὰ κόμματα. Δὲν θὰ ἔχῃ πολιτικὰ συμφέροντα, καὶ θὰ ἐξασφαλίσῃ τὴν ὁμαλὴν διεξαγωγὴν τῆς ψηφοφορίας. [1175,776,1335,823]
paragraph: ΒΑΣΙΛΕΥΣ: Εὐχαριστῶ. Ὁ κ. Μαρκεζίνης. ΜΑΡΚΕΖΙΝΗΣ: Μεγαλειότατε, ἡ θέσις τοῦ Κόμματος Προοδευτικῶν εἶναι γνωστή. Δὲν πιστεύομεν ὅτι αἱ ἐκλογαὶ θὰ λύσουν τὸ πρόβλημα. [843,1175,1000,1232]
paragraph: Ἡ ὑπηρεσιακὴ κυβέρνησις θὰ ἐμπνέῃ ἐμπιστοσύνην εἰς ὅλα τὰ κόμματα. Δὲν θὰ ἔχῃ πολιτικὰ συμφέροντα, καὶ θὰ ἐξασφαλίσῃ τὴν ὁμαλὴν διεξαγωγὴν τῆς ψηφοφορίας. [1175,1098,1335,1146]
paragraph: ΒΑΣΙΛΕΥΣ: Καὶ ὁ κ. Παπανδρέου; ΠΑΠΑΝΔΡΕΟΥ: Δεχόμεθα ὁποιανδήποτε κυβέρνησιν, ὑπὸ τὸν ὅρον ὅτι αἱ ἐκλογαὶ θὰ γίνουν. ΓΟΝΑΤΑΣ: Εὐχαριστῶ. [1175,1146,1335,1184]
subhead [843,619,1000,653]
paragraph: Ἡ ΕΡΕ δὲν φοβεῖται τὰς ἐκλογάς. Ἀλλὰ πιστεύει, ὅτι δὲν εἶναι ἡ κατάλληλος στιγμή. Πρῶτα πρέπει νὰ ἐπέλθῃ ἡ ὁμαλότης, καὶ κατόπιν ὁ λαὸς νὰ ἀποφανθῇ. [344,555,501,603]
paragraph: Καὶ τώρα ἰσχύρισθε εἰς τὴν ἀντίθετον θέσιν ἐὰν δὲν ἔχομεν σήμερον νὰ εἴπωμεν τὴν γνώμην μας διὰ τὴν ὁμαλὴν λειτουργίαν τοῦ πολιτεύματος. Ὁ λαὸς πρέπει νὰ ἀποφασίσῃ. Αἱ ἐκλογαὶ εἶναι ἡ μόνη λύσις. [7,485,166,542]
paragraph: Δὲν ὑπάρχει θέμα καθεστωτικόν. Τὸ ζήτημα δὲν τίθεται. Ἐκεῖνο τὸ ὁποῖον ζητοῦμεν εἶναι ὁ σεβασμὸς τοῦ Συντάγματος καὶ ἡ λειτουργία τῆς δημοκρατίας. [7,1583,166,1631]
paragraph: ΒΑΣΙΛΕΥΣ: Ἐπιθυμῶ νὰ ἀκούσω ὅλας τὰς γνώμας. Τὸ Συμβούλιον τοῦ Στέμματος συνεκλήθη διὰ νὰ ἐξετάσῃ ὑπευθύνως τὴν κατάστασιν. [344,964,501,1002]
paragraph: ΠΑΠΑΝΔΡΕΟΥ: Ἐπιτρέψατέ μου. Ὁ λαὸς πάντοτε γνωρίζει νὰ ἀποφασίζῃ ὀρθῶς. [843,1319,1000,1346]
deck-line: ΠΟΥΛΟΣ ΚΑΙ ΜΑΡΚΕΖΙΝΗΣ, ΤΣΑΛΔΑΡΗΣ, ΚΙΟΥΣΟΠΟΥΛΟΣ, ΔΟΒΑΣ, ΑΠΕΚΡΟΥΣΑΝ ΤΑΣ ΕΚΛΟΓΑΣ [8,341,1225,368]
paragraph: Αἱ ἐκλογαὶ θὰ γίνουν ὑπὸ κυβέρνησιν ἡ ὁποία θὰ ἐμπνέῃ ἐμπιστοσύνην εἰς ὅλους. Ἡ Ἕνωσις Κέντρου δὲν θέλει νὰ ἀποκλείσῃ κανένα ἀπὸ τὸν διάλογον. [7,1468,166,1506]
paragraph: ΒΑΣΙΛΕΥΣ: Καὶ ὁ κ. Παπανδρέου; ΠΑΠΑΝΔΡΕΟΥ: Δεχόμεθα ὁποιανδήποτε κυβέρνησιν, ὑπὸ τὸν ὅρον ὅτι αἱ ἐκλογαὶ θὰ γίνουν. ΓΟΝΑΤΑΣ: Εὐχαριστῶ. [1175,1012,1335,1050]
paragraph: ΠΑΠΑΝΔΡΕΟΥ: Ἐπιτρέψατέ μου. Ὁ λαὸς πάντοτε γνωρίζει νὰ ἀποφασίζῃ ὀρθῶς. [843,973,1000,1002]
paragraph: Βεβαίως, ὑπάρχει ἀγωνία. Ἀλλὰ ἡ ἀγωνία αὐτὴ ἐδημιουργήθη τεχνητῶς, ὡσὰν νὰ ἐπρόκειτο περὶ εἰσβολῆς ἐχθροῦ. Δὲν ἐπιτρέπεται νὰ φοβούμεθα τὸν λαόν. [177,1251,335,1298]
paragraph: ΒΑΣΙΛΕΥΣ: Ὁ κ. Τσαλδάρης. ΤΣΑΛΔΑΡΗΣ: Μεγαλειότατε, συμφωνῶ μὲ τὰς ἀπόψεις τοῦ κ. Κανελλοπούλου. Αἱ ἐκλογαὶ δὲν εἶναι ἡ κατάλληλος λύσις εἰς τὴν παροῦσαν φάσιν. [1009,728,1167,775]
paragraph: ΠΑΠΑΝΔΡΕΟΥ: Πολὺ ὀρθὸν. Ἀλλὰ ἐὰν ἡ ἀπόφασις ληφθῆ, αἱ ἐκλογαὶ πρέπει νὰ γίνουν ἀμέσως. [7,1746,166,1775]
decorative-wave-rule [344,123,932,134]
paragraph: ΠΑΠΑΝΔΡΕΟΥ: Αὐτὸ σημαίνει ὅτι φοβεῖσθε τὸν λαόν. ΚΑΝΕΛΛΟΠΟΥΛΟΣ: Οὐδόλως. Ἀλλὰ ἔχομεν ὑποχρέωσιν ἀπέναντι τοῦ ἔθνους. [510,1424,668,1461]
paragraph: Αἱ ἐκλογαὶ ὑπὸ τὰς σημερινὰς συνθήκας θὰ διεξαχθοῦν ἐν μέσῳ παθῶν. Τὸ ἀποτέλεσμα δὲν θὰ εἶναι ἀντιπροσωπευτικὸν τῆς πραγματικῆς βουλήσεως τοῦ λαοῦ. [843,1443,1000,1491]
paragraph: ΓΟΝΑΤΑΣ: Μεγαλειότατε, προτείνω τὸν σχηματισμὸν ὑπηρεσιακῆς κυβερνήσεως, ἡ ὁποία θὰ διεξαγάγῃ τὰς ἐκλογάς. Μόνον οὕτω θὰ ἐξασφαλισθῇ ἡ ἀμεροληψία. [1175,690,1335,737]
paragraph: Ἡ προσφυγὴ εἰς ἐκλογὰς ὑπὸ τὰς παρούσας συνθήκας θὰ ὡδήγει εἰς ἔντασιν τῶν παθῶν. Ἡ χώρα χρειάζεται ἠρεμίαν καὶ σταθερότητα. [344,422,501,459]
column-1 [7,374,166,1999]
paragraph: Νομίζω, ὅτι ὑπάρχει ἀπόλυτος συμφωνία ὅτι τὸ ἐθνικὸν συμφέρον εἶναι τὸ μόνον κριτήριον. Δὲν πρέπει νὰ λησμονῶμεν τὰ ἐθνικὰ θέματα, τὸ Κυπριακόν, τὴν οἰκονομίαν τοῦ τόπου. [344,1146,501,1193]
paragraph: Ἡ Ἕνωσις Κέντρου παραμένει ἑνωμένη. Οἱ βουλευταὶ οἱ ὁποῖοι ἀπεχώρησαν δὲν ἐκπροσωποῦν τὴν θέλησιν τῶν ψηφοφόρων των. Ὁ λαὸς ἐψήφισε διὰ τὸ πρόγραμμα τῆς Ἑνώσεως. [676,517,834,564]
paragraph: Καὶ τώρα ἰσχύρισθε εἰς τὴν ἀντίθετον θέσιν ἐὰν δὲν ἔχομεν σήμερον νὰ εἴπωμεν τὴν γνώμην μας διὰ τὴν ὁμαλὴν λειτουργίαν τοῦ πολιτεύματος. Ὁ λαὸς πρέπει νὰ ἀποφασίσῃ. Αἱ ἐκλογαὶ εἶναι ἡ μόνη λύσις. [7,1689,166,1746]
paragraph: Ἐὰν θέλωμεν νὰ σεβασθῶμεν τὴν λαϊκὴν κυριαρχίαν, πρέπει νὰ ἐρωτήσωμεν τὸν λαόν. Αὐτὸ εἶναι τὸ δημοκρατικὸν καθῆκον ὅλων μας. [676,422,834,459]
paragraph: Ἡ ΕΡΕ δὲν φοβεῖται τὰς ἐκλογάς. Ἀλλὰ πιστεύει, ὅτι δὲν εἶναι ἡ κατάλληλος στιγμή. Πρῶτα πρέπει νὰ ἐπέλθῃ ἡ ὁμαλότης, καὶ κατόπιν ὁ λαὸς νὰ ἀποφανθῇ. [344,1564,501,1612]
paragraph: Αἱ ἐκλογαὶ θὰ γίνουν ὑπὸ κυβέρνησιν ἡ ὁποία θὰ ἐμπνέῃ ἐμπιστοσύνην εἰς ὅλους. Ἡ Ἕνωσις Κέντρου δὲν θέλει νὰ ἀποκλείσῃ κανένα ἀπὸ τὸν διάλογον. [7,791,166,830]
paragraph: Ὁ κ. Μαρκεζίνης ὑπεστήριξεν ὅτι ἡ λύσις εἶναι ὁ σχηματισμὸς κυβερνήσεως συνεργασίας τῶν κομμάτων, ἡ ὁποία θὰ διεξαγάγῃ ἐκλογὰς ὅταν ἀποκατασταθῇ ἡ ἠρεμία. [1009,374,1167,421]
paragraph: ΝΟΒΑΣ: Οἱ βουλευταὶ ἔχουν δικαίωμα νὰ ἀποφασίζουν κατὰ συνείδησιν. ΠΑΠΑΝΔΡΕΟΥ: Ἡ συνείδησις τοῦ βουλευτοῦ δὲν δύναται νὰ εἶναι ἀντίθετος πρὸς τὴν ἐντολὴν τῶν ἐκλογέων. [676,782,834,839]
paragraph: Ἡ χώρα ἔχει ἀνάγκην ἀπὸ κυβέρνησιν συνεργασίας, ἡ ὁποία θὰ ἀντιμετωπίσῃ τὰ οἰκονομικὰ καὶ ἐθνικὰ προβλήματα. Ἡ πόλωσις δὲν ὠφελεῖ κανένα. [843,574,1000,612]
column-6 [843,374,1000,1999]
subhead-line-1: Καθεστωτικόν [43,1094,130,1109]
paragraph: Νομίζω, ὅτι ὑπάρχει ἀπόλυτος συμφωνία ὅτι τὸ ἐθνικὸν συμφέρον εἶναι τὸ μόνον κριτήριον. Δὲν πρέπει νὰ λησμονῶμεν τὰ ἐθνικὰ θέματα, τὸ Κυπριακόν, τὴν οἰκονομίαν τοῦ τόπου. [344,1612,501,1660]
paragraph: Βεβαίως, ὑπάρχει ἀγωνία. Ἀλλὰ ἡ ἀγωνία αὐτὴ ἐδημιουργήθη τεχνητῶς, ὡσὰν νὰ ἐπρόκειτο περὶ εἰσβολῆς ἐχθροῦ. Δὲν ἐπιτρέπεται νὰ φοβούμεθα τὸν λαόν. [177,517,335,564]
paragraph: Ἡ κυβέρνησις αὐτὴ πρέπει νὰ ἔχῃ εὐρεῖαν βάσιν εἰς τὴν Βουλήν. Μόνον οὕτω θὰ εἶναι δυνατὴ ἡ ἀντιμετώπισις τῶν προβλημάτων τῆς χώρας. [1009,957,1167,995]
paragraph: Ἐὰν αἱ ἐκλογαὶ γίνουν τὸν Δεκέμβριον, ἡ χώρα θὰ ἀποκτήσῃ κυβέρνησιν ἡ ὁποία θὰ ἔχῃ τὴν ἐμπιστοσύνην τοῦ λαοῦ. Ὁ λαὸς θὰ ἀποφασίσῃ ἐλευθέρως. [177,1663,335,1711]
paragraph: ΒΑΣΙΛΕΥΣ: Ὁ κ. Τσαλδάρης. ΤΣΑΛΔΑΡΗΣ: Μεγαλειότατε, συμφωνῶ μὲ τὰς ἀπόψεις τοῦ κ. Κανελλοπούλου. Αἱ ἐκλογαὶ δὲν εἶναι ἡ κατάλληλος λύσις εἰς τὴν παροῦσαν φάσιν. [1009,1443,1167,1491]
continuation-label: ΣΥΝΕΧΕΙΑ ἐκ τῆς σελίδος [32,374,143,382]
paragraph: Βεβαίως, ὑπάρχει ἀγωνία. Ἀλλὰ ἡ ἀγωνία αὐτὴ ἐδημιουργήθη τεχνητῶς, ὡσὰν νὰ ἐπρόκειτο περὶ εἰσβολῆς ἐχθροῦ. Δὲν ἐπιτρέπεται νὰ φοβούμεθα τὸν λαόν. [177,977,335,1025]
paragraph: Δὲν θέλει τὰς ἐκλογάς, διότι θεωρεῖ ὅτι ἡ διεξαγωγή των θὰ ὁδηγήσῃ εἰς περισσοτέραν ἀναστάτωσιν. Ἡ ΕΡΕ ἔχει ὑποχρέωσιν νὰ προστατεύσῃ τὴν χώραν. [510,374,668,412]
paragraph: Δὲν θέλει τὰς ἐκλογάς, διότι θεωρεῖ ὅτι ἡ διεξαγωγή των θὰ ὁδηγήσῃ εἰς περισσοτέραν ἀναστάτωσιν. Ἡ ΕΡΕ ἔχει ὑποχρέωσιν νὰ προστατεύσῃ τὴν χώραν. [510,945,668,983]
paragraph: Ἡ κυβέρνησις τῆς Ἑνώσεως Κέντρου ἔχει τὴν πλειοψηφίαν εἰς τὴν Βουλήν. Δὲν εἶναι δυνατὸν νὰ ἀγνοηθῇ ἡ θέλησις τοῦ λαοῦ. Αἱ ἐκλογαὶ εἶναι ἡ μόνη διέξοδος. [177,422,335,469]
paragraph: Ἡ ἐκτόνωσις τῆς ἐντάσεως δὲν θὰ ἔλθῃ παρὰ μόνον διὰ τῶν ἐκλογῶν. Ἡ ΕΡΕ εἰς τὰς τελευταίας ἐκλογὰς ἔλαβε 35%, ἡ ΕΔΑ 12%, ἡ Ἕνωσις Κέντρου 53%. Αὐτὴ εἶναι ἡ λαϊκὴ ἐτυμηγορία. [177,651,335,699]
paragraph: Ἡ κατάστασις ἐδημιουργήθη ἀπὸ τὴν πολιτικὴν τῆς κυβερνήσεως τῆς Ἑνώσεως Κέντρου. Δὲν εἶναι δυνατὸν νὰ ζητῆται ἀπὸ τὸν λαὸν νὰ ἀποφασίσῃ ἐν μέσῳ τοιαύτης συγχύσεως. [510,1069,668,1117]
paragraph: Ἡ ΕΡΕ δὲν φοβεῖται τὰς ἐκλογάς. Ἀλλὰ πιστεύει, ὅτι δὲν εἶναι ἡ κατάλληλος στιγμή. Πρῶτα πρέπει νὰ ἐπέλθῃ ἡ ὁμαλότης, καὶ κατόπιν ὁ λαὸς νὰ ἀποφανθῇ. [344,785,501,833]
paragraph: Ὁ κ. Μαρκεζίνης ὑπεστήριξεν ὅτι ἡ λύσις εἶναι ὁ σχηματισμὸς κυβερνήσεως συνεργασίας τῶν κομμάτων, ἡ ὁποία θὰ διεξαγάγῃ ἐκλογὰς ὅταν ἀποκατασταθῇ ἡ ἠρεμία. [1009,910,1167,957]
paragraph: Ὁ κ. Μαρκεζίνης ὑπεστήριξεν ὅτι ἡ λύσις εἶναι ὁ σχηματισμὸς κυβερνήσεως συνεργασίας τῶν κομμάτων, ἡ ὁποία θὰ διεξαγάγῃ ἐκλογὰς ὅταν ἀποκατασταθῇ ἡ ἠρεμία. [1009,642,1167,689]
subhead-line-1: Εὐρεῖαν ἐπρότεινεν [1195,1324,1315,1339]
main-headline: ΤΑ ΠΛΗΡΗ ΠΡΑΚΤΙΚΑ ΤΟΥ ΣΥΜΒΟΥΛΙΟΥ ΤΟΥ ΣΤΕΜΜΑΤΟΣ [47,18,1848,87]
paragraph: Ἡ κατάστασις ἐδημιουργήθη ἀπὸ τὴν πολιτικὴν τῆς κυβερνήσεως τῆς Ἑνώσεως Κέντρου. Δὲν εἶναι δυνατὸν νὰ ζητῆται ἀπὸ τὸν λαὸν νὰ ἀποφασίσῃ ἐν μέσῳ τοιαύτης συγχύσεως. [510,1376,668,1424]
subhead-line-1: Διατί ἐφώβισε [711,609,799,623]
deck-line: ΤΟΝ ΔΕΚΕΜΒΡΙΟΝ.- Ο κ. ΓΟΝΑΤΑΣ ΕΠΡΟΤΕΙΝΕ ΣΧΗΜΑΤΙΣΜΟΝ ΥΠΗΡΕΣΙΑΚΗΣ.- ΟΙ κ.κ. ΚΑΝΕΛΛΟ- [8,312,1254,338]
paragraph: Εἰς τὴν Βουλὴν ὑπάρχει πλειοψηφία ἡ ὁποία δύναται νὰ στηρίξῃ κυβέρνησιν. Ἂς δοθῇ ἡ εὐκαιρία εἰς αὐτήν. Αἱ ἐκλογαὶ ἂς γίνουν ὅταν ἔλθῃ ὁ κατάλληλος χρόνος. [510,632,668,679]
paragraph: ΚΑΝΕΛΛΟΠΟΥΛΟΣ: Μεγαλειότατε, ἡ θέσις μας εἶναι σαφής. Αἱ ἐκλογαὶ ὑπὸ τὰς σημερινὰς συνθήκας δὲν θὰ ἐξυπηρετήσουν τὸ ἔθνος. Χρειάζεται κυβέρνησις ἡ ὁποία θὰ ἐξασφαλίσῃ τὴν ἠρεμίαν. [344,728,501,785]
paragraph: Ἡ κυβέρνησις αὐτὴ πρέπει νὰ ἔχῃ εὐρεῖαν βάσιν εἰς τὴν Βουλήν. Μόνον οὕτω θὰ εἶναι δυνατὴ ἡ ἀντιμετώπισις τῶν προβλημάτων τῆς χώρας. [1009,690,1167,727]
paragraph: Δὲν ὑπάρχει θέμα καθεστωτικόν. Τὸ ζήτημα δὲν τίθεται. Ἐκεῖνο τὸ ὁποῖον ζητοῦμεν εἶναι ὁ σεβασμὸς τοῦ Συντάγματος καὶ ἡ λειτουργία τῆς δημοκρατίας. [7,1133,166,1181]
paragraph: Ἡ Ἕνωσις Κέντρου παραμένει ἑνωμένη. Οἱ βουλευταὶ οἱ ὁποῖοι ἀπεχώρησαν δὲν ἐκπροσωποῦν τὴν θέλησιν τῶν ψηφοφόρων των. Ὁ λαὸς ἐψήφισε διὰ τὸ πρόγραμμα τῆς Ἑνώσεως. [676,695,834,743]
paragraph: ΓΟΝΑΤΑΣ: Μεγαλειότατε, προτείνω τὸν σχηματισμὸν ὑπηρεσιακῆς κυβερνήσεως, ἡ ὁποία θὰ διεξαγάγῃ τὰς ἐκλογάς. Μόνον οὕτω θὰ ἐξασφαλισθῇ ἡ ἀμεροληψία. [1175,555,1335,603]
paragraph: Διὰ τὸν λόγον αὐτὸν ἐπιμένομεν. Αἱ ἐκλογαὶ πρέπει νὰ γίνουν διὰ νὰ ἀποκατασταθῇ ἡ ὁμαλότης καὶ νὰ ἐκτονωθῇ ἡ κατάστασις. [177,565,335,603]
subhead-line-1: Μόνον αἱ ἐκλογαί [202,1213,311,1227]
paragraph: Αἱ ἐκλογαὶ ὑπὸ τὰς σημερινὰς συνθήκας θὰ διεξαχθοῦν ἐν μέσῳ παθῶν. Τὸ ἀποτέλεσμα δὲν θὰ εἶναι ἀντιπροσωπευτικὸν τῆς πραγματικῆς βουλήσεως τοῦ λαοῦ. [843,753,1000,800]
paragraph: ΓΟΝΑΤΑΣ: Μεγαλειότατε, προτείνω τὸν σχηματισμὸν ὑπηρεσιακῆς κυβερνήσεως, ἡ ὁποία θὰ διεξαγάγῃ τὰς ἐκλογάς. Μόνον οὕτω θὰ ἐξασφαλισθῇ ἡ ἀμεροληψία. [1175,1184,1335,1232]
paragraph: Εἰς τὴν Βουλὴν ὑπάρχει πλειοψηφία ἡ ὁποία δύναται νὰ στηρίξῃ κυβέρνησιν. Ἂς δοθῇ ἡ εὐκαιρία εἰς αὐτήν. Αἱ ἐκλογαὶ ἂς γίνουν ὅταν ἔλθῃ ὁ κατάλληλος χρόνος. [510,1328,668,1376]
paragraph: Μετὰ ταῦτα διελάβησεν ὁ κ. Τσαλδάρης, ὁ ὁποῖος ἐπρότεινε τὸν σχηματισμὸν εὐρείας κυβερνήσεως μὲ συμμετοχὴν ὅλων τῶν ἐθνικῶν κομμάτων. [1175,1544,1335,1592]
paragraph: Καὶ τώρα ἰσχύρισθε εἰς τὴν ἀντίθετον θέσιν ἐὰν δὲν ἔχομεν σήμερον νὰ εἴπωμεν τὴν γνώμην μας διὰ τὴν ὁμαλὴν λειτουργίαν τοῦ πολιτεύματος. Ὁ λαὸς πρέπει νὰ ἀποφασίσῃ. Αἱ ἐκλογαὶ εἶναι ἡ μόνη λύσις. [7,1363,166,1420]
paragraph: ΝΟΒΑΣ: Οἱ βουλευταὶ ἔχουν δικαίωμα νὰ ἀποφασίζουν κατὰ συνείδησιν. ΠΑΠΑΝΔΡΕΟΥ: Ἡ συνείδησις τοῦ βουλευτοῦ δὲν δύναται νὰ εἶναι ἀντίθετος πρὸς τὴν ἐντολὴν τῶν ἐκλογέων. [676,1548,834,1605]
paragraph: Ὁ κ. Μαρκεζίνης ὑπεστήριξεν ὅτι ἡ λύσις εἶναι ὁ σχηματισμὸς κυβερνήσεως συνεργασίας τῶν κομμάτων, ἡ ὁποία θὰ διεξαγάγῃ ἐκλογὰς ὅταν ἀποκατασταθῇ ἡ ἠρεμία. [1009,1044,1167,1092]
paragraph: Ἡ κατάστασις ἐδημιουργήθη ἀπὸ τὴν πολιτικὴν τῆς κυβερνήσεως τῆς Ἑνώσεως Κέντρου. Δὲν εἶναι δυνατὸν νὰ ζητῆται ἀπὸ τὸν λαὸν νὰ ἀποφασίσῃ ἐν μέσῳ τοιαύτης συγχύσεως. [510,412,668,459]
subhead-line-2: ὑπηρεσιακήν [1211,897,1299,911]
paragraph: Ἡ χώρα ἔχει ἀνάγκην ἀπὸ κυβέρνησιν συνεργασίας, ἡ ὁποία θὰ ἀντιμετωπίσῃ τὰ οἰκονομικὰ καὶ ἐθνικὰ προβλήματα. Ἡ πόλωσις δὲν ὠφελεῖ κανένα. [843,1232,1000,1270]
subhead [1175,1324,1335,1358]
paragraph: Ἡ κυβέρνησις αὐτὴ πρέπει νὰ ἔχῃ εὐρεῖαν βάσιν εἰς τὴν Βουλήν. Μόνον οὕτω θὰ εἶναι δυνατὴ ἡ ἀντιμετώπισις τῶν προβλημάτων τῆς χώρας. [1009,1404,1167,1443]
subhead-line-2: τὰς ἐκλογάς [548,830,630,844]
paragraph: ΠΑΠΑΝΔΡΕΟΥ: Πολὺ ὀρθὸν. Ἀλλὰ ἐὰν ἡ ἀπόφασις ληφθῆ, αἱ ἐκλογαὶ πρέπει νὰ γίνουν ἀμέσως. [7,1334,166,1362]
paragraph: Τώρα, ὅπως τίθεται σήμερον τὸ θέμα, δὲν ὑπάρχει ἄλλη ὁδός. Εἴμεθα ὑποχρεωμένοι νὰ ἐπιμείνωμεν εἰς τὴν προσφυγὴν εἰς τὸν λαόν, ὁ ὁποῖος εἶναι ὁ κυρίαρχος. [7,543,166,590]
paragraph: Εἰς τὴν Βουλὴν ὑπάρχει πλειοψηφία ἡ ὁποία δύναται νὰ στηρίξῃ κυβέρνησιν. Ἂς δοθῇ ἡ εὐκαιρία εἰς αὐτήν. Αἱ ἐκλογαὶ ἂς γίνουν ὅταν ἔλθῃ ὁ κατάλληλος χρόνος. [510,1156,668,1203]
paragraph: Δὲν θέλει τὰς ἐκλογάς, διότι θεωρεῖ ὅτι ἡ διεξαγωγή των θὰ ὁδηγήσῃ εἰς περισσοτέραν ἀναστάτωσιν. Ἡ ΕΡΕ ἔχει ὑποχρέωσιν νὰ προστατεύσῃ τὴν χώραν. [510,1289,668,1328]
paragraph: Ἡ κυβέρνησις αὐτὴ πρέπει νὰ ἔχῃ εὐρεῖαν βάσιν εἰς τὴν Βουλήν. Μόνον οὕτω θὰ εἶναι δυνατὴ ἡ ἀντιμετώπισις τῶν προβλημάτων τῆς χώρας. [1009,1092,1167,1130]
subhead [344,840,501,873]
paragraph: ΒΑΣΙΛΕΥΣ: Ὁ κ. Τσαλδάρης. ΤΣΑΛΔΑΡΗΣ: Μεγαλειότατε, συμφωνῶ μὲ τὰς ἀπόψεις τοῦ κ. Κανελλοπούλου. Αἱ ἐκλογαὶ δὲν εἶναι ἡ κατάλληλος λύσις εἰς τὴν παροῦσαν φάσιν. [1009,594,1167,641]
paragraph: Αἱ ἐκλογαὶ ὑπὸ τὰς σημερινὰς συνθήκας θὰ διεξαχθοῦν ἐν μέσῳ παθῶν. Τὸ ἀποτέλεσμα δὲν θὰ εἶναι ἀντιπροσωπευτικὸν τῆς πραγματικῆς βουλήσεως τοῦ λαοῦ. [843,925,1000,973]
paragraph: Ἡ ἐκτόνωσις τῆς ἐντάσεως δὲν θὰ ἔλθῃ παρὰ μόνον διὰ τῶν ἐκλογῶν. Ἡ ΕΡΕ εἰς τὰς τελευταίας ἐκλογὰς ἔλαβε 35%, ἡ ΕΔΑ 12%, ἡ Ἕνωσις Κέντρου 53%. Αὐτὴ εἶναι ἡ λαϊκὴ ἐτυμηγορία. [177,1299,335,1346]
paragraph: Διὰ τὸν λόγον αὐτὸν ἐπιμένομεν. Αἱ ἐκλογαὶ πρέπει νὰ γίνουν διὰ νὰ ἀποκατασταθῇ ἡ ὁμαλότης καὶ νὰ ἐκτονωθῇ ἡ κατάστασις. [177,1577,335,1615]
paragraph: ΠΑΠΑΝΔΡΕΟΥ: Αὐτὸ σημαίνει ὅτι φοβεῖσθε τὸν λαόν. ΚΑΝΕΛΛΟΠΟΥΛΟΣ: Οὐδόλως. Ἀλλὰ ἔχομεν ὑποχρέωσιν ἀπέναντι τοῦ ἔθνους. [510,728,668,766]
paragraph: ΒΑΣΙΛΕΥΣ: Καὶ ὁ κ. Παπανδρέου; ΠΑΠΑΝΔΡΕΟΥ: Δεχόμεθα ὁποιανδήποτε κυβέρνησιν, ὑπὸ τὸν ὅρον ὅτι αἱ ἐκλογαὶ θὰ γίνουν. ΓΟΝΑΤΑΣ: Εὐχαριστῶ. [1175,737,1335,775]
headline-rule [17,101,1327,103]
paragraph: Ἐὰν θέλωμεν νὰ σεβασθῶμεν τὴν λαϊκὴν κυριαρχίαν, πρέπει νὰ ἐρωτήσωμεν τὸν λαόν. Αὐτὸ εἶναι τὸ δημοκρατικὸν καθῆκον ὅλων μας. [676,935,834,973]
article-columns [7,374,1337,1999]
subhead-divider [1226,1341,1284,1342]
paragraph: Βεβαίως, ὑπάρχει ἀγωνία. Ἀλλὰ ἡ ἀγωνία αὐτὴ ἐδημιουργήθη τεχνητῶς, ὡσὰν νὰ ἐπρόκειτο περὶ εἰσβολῆς ἐχθροῦ. Δὲν ἐπιτρέπεται νὰ φοβούμεθα τὸν λαόν. [177,747,335,794]
paragraph: Ἡ Ἕνωσις Κέντρου παραμένει ἑνωμένη. Οἱ βουλευταὶ οἱ ὁποῖοι ἀπεχώρησαν δὲν ἐκπροσωποῦν τὴν θέλησιν τῶν ψηφοφόρων των. Ὁ λαὸς ἐψήφισε διὰ τὸ πρόγραμμα τῆς Ἑνώσεως. [676,1079,834,1126]
paragraph: Μετὰ ταῦτα διελάβησεν ὁ κ. Τσαλδάρης, ὁ ὁποῖος ἐπρότεινε τὸν σχηματισμὸν εὐρείας κυβερνήσεως μὲ συμμετοχὴν ὅλων τῶν ἐθνικῶν κομμάτων. [1175,1363,1335,1410]
paragraph: ΠΑΠΑΝΔΡΕΟΥ: Αὐτὸ σημαίνει ὅτι φοβεῖσθε τὸν λαόν. ΚΑΝΕΛΛΟΠΟΥΛΟΣ: Οὐδόλως. Ἀλλὰ ἔχομεν ὑποχρέωσιν ἀπέναντι τοῦ ἔθνους. [510,983,668,1021]
paragraph: Ἡ κυβέρνησις τῆς Ἑνώσεως Κέντρου ἔχει τὴν πλειοψηφίαν εἰς τὴν Βουλήν. Δὲν εἶναι δυνατὸν νὰ ἀγνοηθῇ ἡ θέλησις τοῦ λαοῦ. Αἱ ἐκλογαὶ εἶναι ἡ μόνη διέξοδος. [177,1615,335,1663]
subhead-line-1: Τί ὑπεστήριξεν [377,1199,468,1214]
continuation-footer [1175,1596,1335,1605]
paragraph: Ἡ χώρα ἔχει ἀνάγκην ἀπὸ κυβέρνησιν συνεργασίας, ἡ ὁποία θὰ ἀντιμετωπίσῃ τὰ οἰκονομικὰ καὶ ἐθνικὰ προβλήματα. Ἡ πόλωσις δὲν ὠφελεῖ κανένα. [843,488,1000,527]
paragraph: Ἡ Ἕνωσις Κέντρου παραμένει ἑνωμένη. Οἱ βουλευταὶ οἱ ὁποῖοι ἀπεχώρησαν δὲν ἐκπροσωποῦν τὴν θέλησιν τῶν ψηφοφόρων των. Ὁ λαὸς ἐψήφισε διὰ τὸ πρόγραμμα τῆς Ἑνώσεως. [676,1654,834,1702]
paragraph: Τώρα, ὅπως τίθεται σήμερον τὸ θέμα, δὲν ὑπάρχει ἄλλη ὁδός. Εἴμεθα ὑποχρεωμένοι νὰ ἐπιμείνωμεν εἰς τὴν προσφυγὴν εἰς τὸν λαόν, ὁ ὁποῖος εἶναι ὁ κυρίαρχος. [7,686,166,733]
paragraph: Ἡ κυβέρνησις αὐτὴ πρέπει νὰ ἔχῃ εὐρεῖαν βάσιν εἰς τὴν Βουλήν. Μόνον οὕτω θὰ εἶναι δυνατὴ ἡ ἀντιμετώπισις τῶν προβλημάτων τῆς χώρας. [1009,1271,1167,1308]
arrow-marker-icon: ►►► [1200,1595,1216,1604]
paragraph: Ἡ προσφυγὴ εἰς ἐκλογὰς ὑπὸ τὰς παρούσας συνθήκας θὰ ὡδήγει εἰς ἔντασιν τῶν παθῶν. Ἡ χώρα χρειάζεται ἠρεμίαν καὶ σταθερότητα. [344,651,501,689]
paragraph: Ἡ κατάστασις ἐδημιουργήθη ἀπὸ τὴν πολιτικὴν τῆς κυβερνήσεως τῆς Ἑνώσεως Κέντρου. Δὲν εἶναι δυνατὸν νὰ ζητῆται ἀπὸ τὸν λαὸν νὰ ἀποφασίσῃ ἐν μέσῳ τοιαύτης συγχύσεως. [510,680,668,727]
paragraph: ΓΟΝΑΤΑΣ: Μεγαλειότατε, προτείνω τὸν σχηματισμὸν ὑπηρεσιακῆς κυβερνήσεως, ἡ ὁποία θὰ διεξαγάγῃ τὰς ἐκλογάς. Μόνον οὕτω θὰ ἐξασφαλισθῇ ἡ ἀμεροληψία. [1175,1050,1335,1098]
subhead-line-1: Μόνη λύσις [50,446,123,460]
paragraph: ΚΑΝΕΛΛΟΠΟΥΛΟΣ: Μεγαλειότατε, ἡ θέσις μας εἶναι σαφής. Αἱ ἐκλογαὶ ὑπὸ τὰς σημερινὰς συνθήκας δὲν θὰ ἐξυπηρετήσουν τὸ ἔθνος. Χρειάζεται κυβέρνησις ἡ ὁποία θὰ ἐξασφαλίσῃ τὴν ἠρεμίαν. [344,498,501,555]
paragraph: Ἐὰν αἱ ἐκλογαὶ γίνουν τὸν Δεκέμβριον, ἡ χώρα θὰ ἀποκτήσῃ κυβέρνησιν ἡ ὁποία θὰ ἔχῃ τὴν ἐμπιστοσύνην τοῦ λαοῦ. Ὁ λαὸς θὰ ἀποφασίσῃ ἐλευθέρως. [177,1434,335,1481]
column-4 [510,374,668,1999]
paragraph: ΓΟΝΑΤΑΣ: Μεγαλειότατε, προτείνω τὸν σχηματισμὸν ὑπηρεσιακῆς κυβερνήσεως, ἡ ὁποία θὰ διεξαγάγῃ τὰς ἐκλογάς. Μόνον οὕτω θὰ ἐξασφαλισθῇ ἡ ἀμεροληψία. [1175,374,1335,421]
paragraph: Αἱ ἐκλογαὶ θὰ γίνουν ὑπὸ κυβέρνησιν ἡ ὁποία θὰ ἐμπνέῃ ἐμπιστοσύνην εἰς ὅλους. Ἡ Ἕνωσις Κέντρου δὲν θέλει νὰ ἀποκλείσῃ κανένα ἀπὸ τὸν διάλογον. [7,993,166,1030]
paragraph: Ἡ ὑπηρεσιακὴ κυβέρνησις θὰ ἐμπνέῃ ἐμπιστοσύνην εἰς ὅλα τὰ κόμματα. Δὲν θὰ ἔχῃ πολιτικὰ συμφέροντα, καὶ θὰ ἐξασφαλίσῃ τὴν ὁμαλὴν διεξαγωγὴν τῆς ψηφοφορίας. [1175,422,1335,469]
subhead-line-1: Ὁ κ. Γονατᾶς ζητεῖ [1197,878,1313,892]
paragraph: Ἐὰν θέλωμεν νὰ σεβασθῶμεν τὴν λαϊκὴν κυριαρχίαν, πρέπει νὰ ἐρωτήσωμεν τὸν λαόν. Αὐτὸ εἶναι τὸ δημοκρατικὸν καθῆκον ὅλων μας. [676,743,834,782]
paragraph: Ὁ κ. Παπανδρέου ἀπαντῶν εἶπεν ὅτι οἱ ἀποστάται ἐφοβήθησαν τὰς ἐκλογάς, διότι γνωρίζουν ὅτι ὁ λαὸς θὰ τοὺς καταδικάσῃ. Διὰ τὸν λόγον αὐτὸν δὲν θέλουν ἐκλογάς. [676,839,834,887]
paragraph: Ὁ κ. Μαρκεζίνης ὑπεστήριξεν ὅτι ἡ λύσις εἶναι ὁ σχηματισμὸς κυβερνήσεως συνεργασίας τῶν κομμάτων, ἡ ὁποία θὰ διεξαγάγῃ ἐκλογὰς ὅταν ἀποκατασταθῇ ἡ ἠρεμία. [1009,1491,1167,1539]
paragraph: Δὲν θέλει τὰς ἐκλογάς, διότι θεωρεῖ ὅτι ἡ διεξαγωγή των θὰ ὁδηγήσῃ εἰς περισσοτέραν ἀναστάτωσιν. Ἡ ΕΡΕ ἔχει ὑποχρέωσιν νὰ προστατεύσῃ τὴν χώραν. [510,1117,668,1155]
paragraph: ΚΑΝΕΛΛΟΠΟΥΛΟΣ: Μεγαλειότατε, ἡ θέσις μας εἶναι σαφής. Αἱ ἐκλογαὶ ὑπὸ τὰς σημερινὰς συνθήκας δὲν θὰ ἐξυπηρετήσουν τὸ ἔθνος. Χρειάζεται κυβέρνησις ἡ ὁποία θὰ ἐξασφαλίσῃ τὴν ἠρεμίαν. [344,1277,501,1334]
paragraph: Ἐὰν θέλωμεν νὰ σεβασθῶμεν τὴν λαϊκὴν κυριαρχίαν, πρέπει νὰ ἐρωτήσωμεν τὸν λαόν. Αὐτὸ εἶναι τὸ δημοκρατικὸν καθῆκον ὅλων μας. [676,565,834,603]
paragraph: Ἡ Ἕνωσις Κέντρου παραμένει ἑνωμένη. Οἱ βουλευταὶ οἱ ὁποῖοι ἀπεχώρησαν δὲν ἐκπροσωποῦν τὴν θέλησιν τῶν ψηφοφόρων των. Ὁ λαὸς ἐψήφισε διὰ τὸ πρόγραμμα τῆς Ἑνώσεως. [676,1271,834,1318]
column-2 [177,374,335,1999]
subhead-line-1: Μόνον κριτήριον [370,839,475,853]
paragraph: ΒΑΣΙΛΕΥΣ: Ἐπιθυμῶ νὰ ἀκούσω ὅλας τὰς γνώμας. Τὸ Συμβούλιον τοῦ Στέμματος συνεκλήθη διὰ νὰ ἐξετάσῃ ὑπευθύνως τὴν κατάστασιν. [344,1468,501,1506]
paragraph: Ἡ ἐκτόνωσις τῆς ἐντάσεως δὲν θὰ ἔλθῃ παρὰ μόνον διὰ τῶν ἐκλογῶν. Ἡ ΕΡΕ εἰς τὰς τελευταίας ἐκλογὰς ἔλαβε 35%, ἡ ΕΔΑ 12%, ἡ Ἕνωσις Κέντρου 53%. Αὐτὴ εἶναι ἡ λαϊκὴ ἐτυμηγορία. [177,1529,335,1576]
paragraph: ΚΑΝΕΛΛΟΠΟΥΛΟΣ: Μεγαλειότατε, ἡ θέσις μας εἶναι σαφής. Αἱ ἐκλογαὶ ὑπὸ τὰς σημερινὰς συνθήκας δὲν θὰ ἐξυπηρετήσουν τὸ ἔθνος. Χρειάζεται κυβέρνησις ἡ ὁποία θὰ ἐξασφαλίσῃ τὴν ἠρεμίαν. [344,1002,501,1059]
paragraph: Ἐὰν θέλωμεν νὰ σεβασθῶμεν τὴν λαϊκὴν κυριαρχίαν, πρέπει νὰ ἐρωτήσωμεν τὸν λαόν. Αὐτὸ εἶναι τὸ δημοκρατικὸν καθῆκον ὅλων μας. [676,1702,834,1739]
paragraph: Βεβαίως, ὑπάρχει ἀγωνία. Ἀλλὰ ἡ ἀγωνία αὐτὴ ἐδημιουργήθη τεχνητῶς, ὡσὰν νὰ ἐπρόκειτο περὶ εἰσβολῆς ἐχθροῦ. Δὲν ἐπιτρέπεται νὰ φοβούμεθα τὸν λαόν. [177,1481,335,1528]
paragraph: Ἡ προσφυγὴ εἰς ἐκλογὰς ὑπὸ τὰς παρούσας συνθήκας θὰ ὡδήγει εἰς ἔντασιν τῶν παθῶν. Ἡ χώρα χρειάζεται ἠρεμίαν καὶ σταθερότητα. [344,1430,501,1468]
paragraph: ΓΟΝΑΤΑΣ: Μεγαλειότατε, προτείνω τὸν σχηματισμὸν ὑπηρεσιακῆς κυβερνήσεως, ἡ ὁποία θὰ διεξαγάγῃ τὰς ἐκλογάς. Μόνον οὕτω θὰ ἐξασφαλισθῇ ἡ ἀμεροληψία. [1175,824,1335,871]
paragraph: Ἐὰν θέλωμεν νὰ σεβασθῶμεν τὴν λαϊκὴν κυριαρχίαν, πρέπει νὰ ἐρωτήσωμεν τὸν λαόν. Αὐτὸ εἶναι τὸ δημοκρατικὸν καθῆκον ὅλων μας. [676,1510,834,1548]
column-8 [1175,374,1335,1999]
